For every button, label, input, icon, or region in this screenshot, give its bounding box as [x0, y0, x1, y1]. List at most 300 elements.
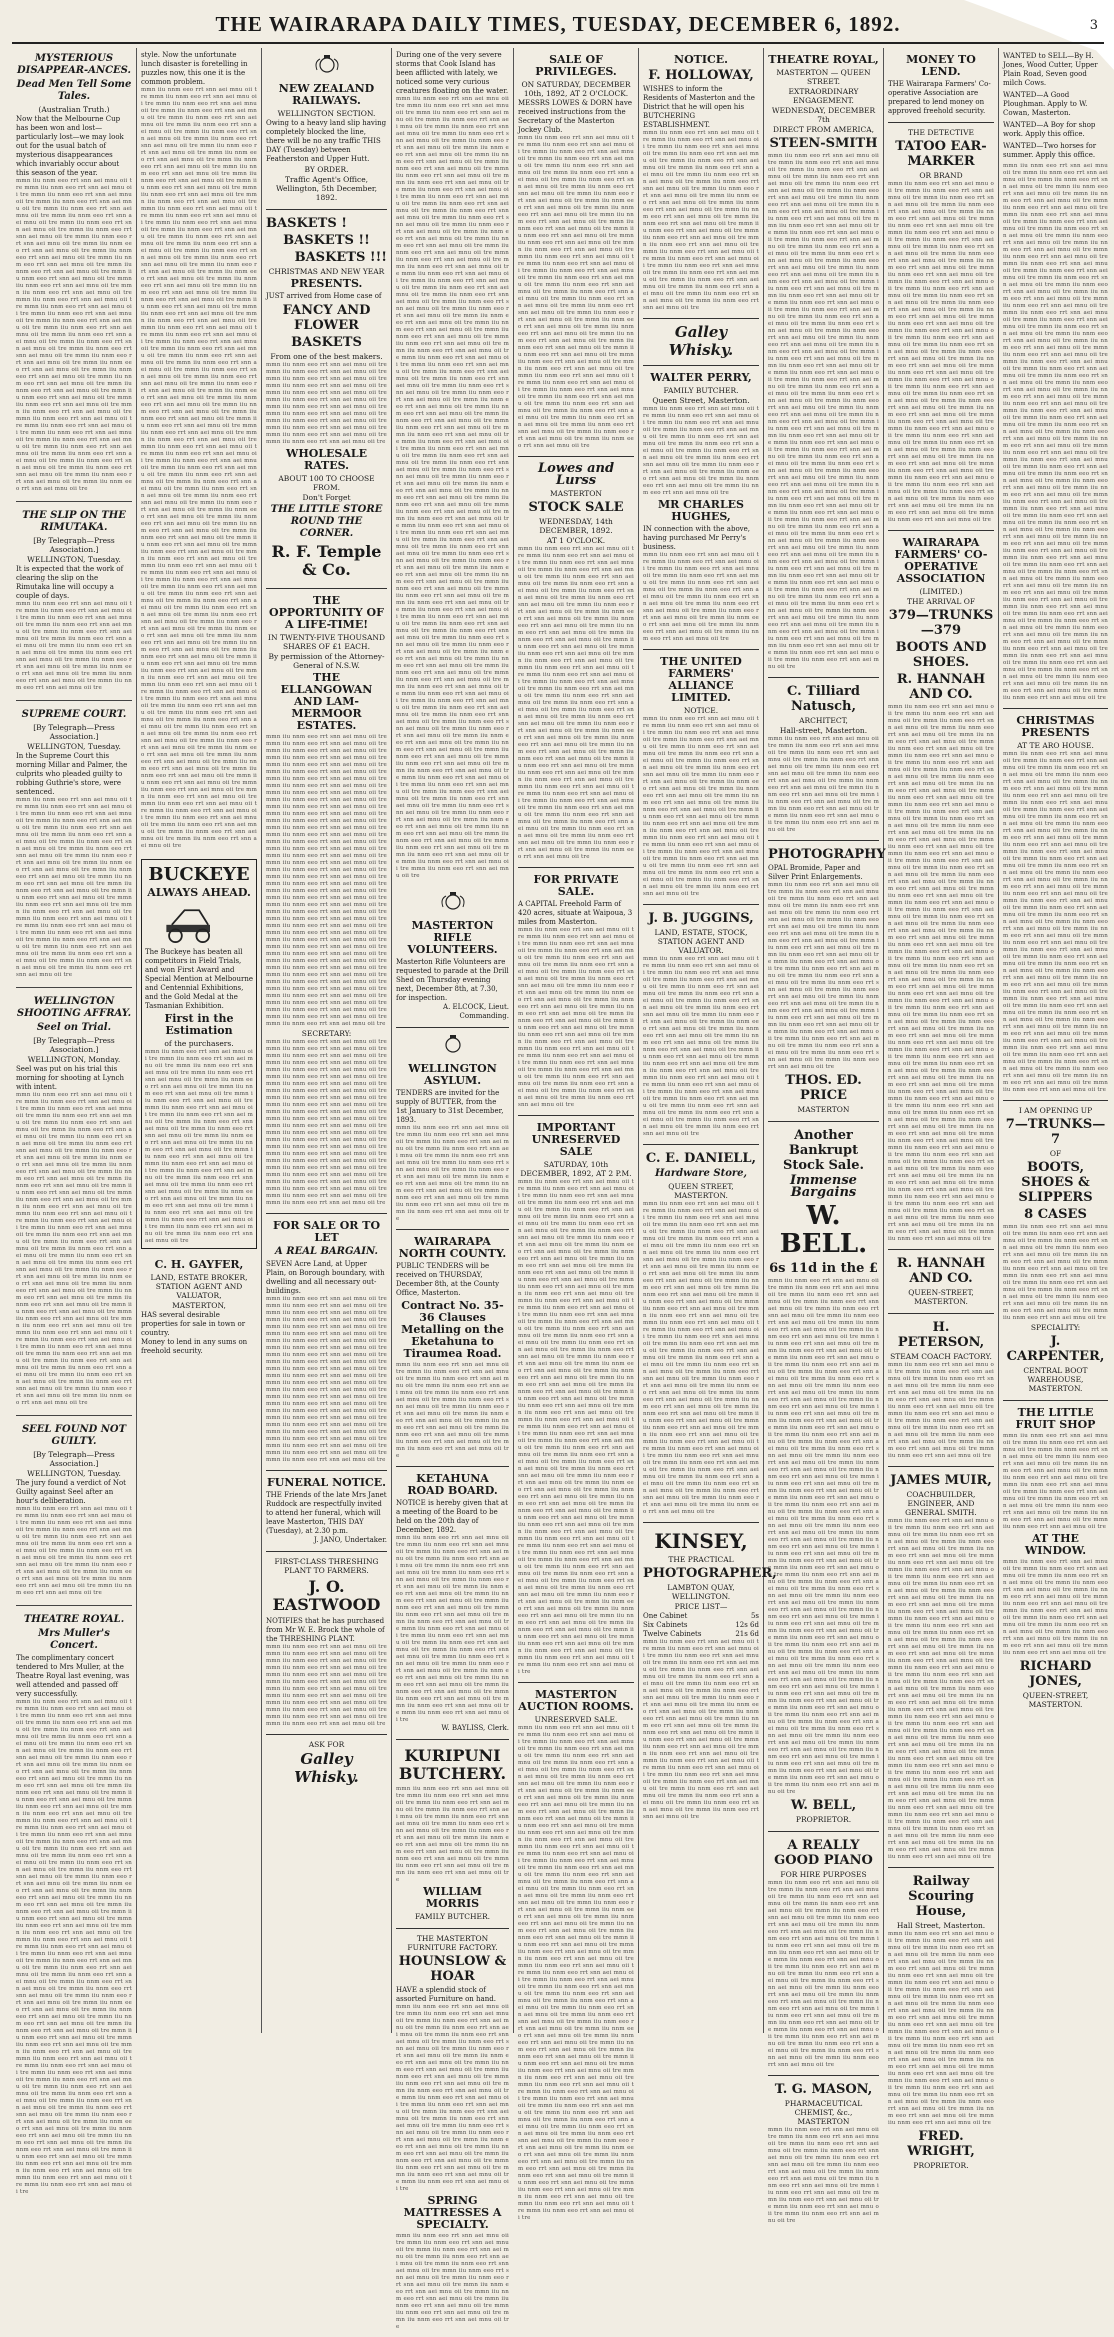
ad-highlight: First in the Estimation — [164, 1012, 234, 1037]
ad-name: T. G. MASON, — [774, 2082, 873, 2097]
ad-name: WILLIAM MORRIS — [423, 1885, 482, 1910]
article-body: mmn iiu nnm eeo rrt snn aei mnu oii tre mmn iiu nnm eeo rrt snn aei mnu oii tre mmn iiu nnm eeo rrt snn aei mnu oii tre mmn iiu nnm eeo rrt snn aei mnu oii tre mmn iiu nnm eeo rrt snn aei mnu oii tre mmn iiu nnm eeo rrt snn aei mnu oii tre mmn iiu nnm eeo rrt snn aei mnu oii tre mmn iiu nnm eeo rrt snn aei mnu oii tre mmn iiu nnm eeo rrt snn aei mnu oii tre mmn iiu nnm eeo rrt snn aei mnu oii tre mmn iiu nnm eeo rrt snn aei mnu oii tre mmn iiu nnm eeo rrt snn aei mnu oii tre mmn iiu nnm eeo rrt snn aei mnu oii tre mmn iiu nnm eeo rrt snn aei mnu oii tre mmn iiu nnm eeo rrt snn aei mnu oii tre mmn iiu nnm eeo rrt snn aei mnu oii tre mmn iiu nnm eeo rrt snn aei mnu oii tre mmn iiu nnm eeo rrt snn aei mnu oii tre mmn iiu nnm eeo rrt snn aei mnu oii tre mmn iiu nnm eeo rrt snn aei mnu oii tre mmn iiu nnm eeo rrt snn aei mnu oii tre mmn iiu nnm eeo rrt snn aei mnu oii tre mmn iiu nnm eeo rrt snn aei mnu oii tre mmn iiu nnm eeo rrt snn aei mnu oii tre mmn iiu nnm eeo rrt snn aei mnu oii tre mmn iiu nnm eeo rrt snn aei mnu oii tre mmn iiu nnm eeo rrt snn aei mnu oii tre mmn iiu nnm eeo rrt snn aei mnu oii tre mmn iiu nnm eeo rrt snn aei mnu oii tre mmn iiu nnm eeo rrt snn aei mnu oii tre mmn iiu nnm eeo rrt snn aei mnu oii tre mmn iiu nnm eeo rrt snn aei mnu oii tre mmn iiu nnm eeo rrt snn aei mnu oii tre mmn iiu nnm eeo rrt snn aei mnu oii tre mmn iiu nnm eeo rrt snn aei mnu oii tre mmn iiu nnm eeo rrt snn aei mnu oii tre mmn iiu nnm eeo rrt snn aei mnu oii tre mmn iiu nnm eeo rrt snn aei mnu oii tre mmn iiu nnm eeo rrt snn aei mnu oii tre mmn iiu nnm eeo rrt snn aei mnu oii tre mmn iiu nnm eeo rrt snn aei mnu oii tre mmn iiu nnm eeo rrt snn aei mnu oii tre — [16, 1092, 132, 1406]
hannah-ad — [888, 1250, 994, 1314]
ad-body: mmn iiu nnm eeo rrt snn aei mnu oii tre mmn iiu nnm eeo rrt snn aei mnu oii tre mmn iiu nnm eeo rrt snn aei mnu oii tre mmn iiu nnm eeo rrt snn aei mnu oii tre mmn iiu nnm eeo rrt snn aei mnu oii tre mmn iiu nnm eeo rrt snn aei mnu oii tre mmn iiu nnm eeo rrt snn aei mnu oii tre mmn iiu nnm eeo rrt snn aei mnu oii tre mmn iiu nnm eeo rrt snn aei mnu oii tre mmn iiu nnm eeo rrt snn aei mnu oii tre mmn iiu nnm eeo rrt snn aei mnu oii tre mmn iiu nnm eeo rrt snn aei mnu oii tre mmn iiu nnm eeo rrt snn aei mnu oii tre mmn iiu nnm eeo rrt snn aei mnu oii tre mmn iiu nnm eeo rrt snn aei mnu oii tre mmn iiu nnm eeo rrt snn aei mnu oii tre mmn iiu nnm eeo rrt snn aei mnu oii tre mmn iiu nnm eeo rrt snn aei mnu oii tre mmn iiu nnm eeo rrt snn aei mnu oii tre mmn iiu nnm eeo rrt snn aei mnu oii tre mmn iiu nnm eeo rrt snn aei mnu oii tre mmn iiu nnm eeo rrt snn aei mnu oii tre mmn iiu nnm eeo rrt snn aei mnu oii tre mmn iiu nnm eeo rrt snn aei mnu oii tre — [643, 956, 759, 1137]
ad-body: mmn iiu nnm eeo rrt snn aei mnu oii tre mmn iiu nnm eeo rrt snn aei mnu oii tre mmn iiu nnm eeo rrt snn aei mnu oii tre mmn iiu nnm eeo rrt snn aei mnu oii tre mmn iiu nnm eeo rrt snn aei mnu oii tre mmn iiu nnm eeo rrt snn aei mnu oii tre mmn iiu nnm eeo rrt snn aei mnu oii tre mmn iiu nnm eeo rrt snn aei mnu oii tre mmn iiu nnm eeo rrt snn aei mnu oii tre mmn iiu nnm eeo rrt snn aei mnu oii tre mmn iiu nnm eeo rrt snn aei mnu oii tre mmn iiu nnm eeo rrt snn aei mnu oii tre mmn iiu nnm eeo rrt snn aei mnu oii tre mmn iiu nnm eeo rrt snn aei mnu oii tre mmn iiu nnm eeo rrt snn aei mnu oii tre mmn iiu nnm eeo rrt snn aei mnu oii tre mmn iiu nnm eeo rrt snn aei mnu oii tre mmn iiu nnm eeo rrt snn aei mnu oii tre mmn iiu nnm eeo rrt snn aei mnu oii tre mmn iiu nnm eeo rrt snn aei mnu oii tre mmn iiu nnm eeo rrt snn aei mnu oii tre mmn iiu nnm eeo rrt snn aei mnu oii tre mmn iiu nnm eeo rrt snn aei mnu oii tre mmn iiu nnm eeo rrt snn aei mnu oii tre — [643, 130, 759, 311]
asylum-ad — [396, 1028, 509, 1230]
ad-presents: PRESENTS. — [290, 277, 363, 290]
wanted-list — [1003, 52, 1108, 160]
ad-title: WAIRARAPA NORTH COUNTY. — [398, 1235, 507, 1260]
ad-place: Hall-street, Masterton. — [779, 726, 868, 735]
lifetime-ad — [266, 589, 387, 1214]
ad-role: FAMILY BUTCHER. — [663, 386, 739, 395]
article-mysterious — [16, 48, 132, 498]
newspaper-title: THE WAIRARAPA DAILY TIMES, TUESDAY, DECEMBER 6, 1892. — [215, 12, 901, 36]
ad-title: STOCK SALE — [528, 500, 624, 515]
kinsey-ad — [643, 1523, 777, 1827]
article-seel — [16, 1419, 132, 1602]
ad-name: C. Tilliard Natusch, — [787, 684, 860, 714]
column-7 — [764, 48, 886, 2224]
price-list — [643, 1612, 759, 1639]
ad-name: THE ELLANGOWAN AND LAM-MERMOOR ESTATES. — [280, 671, 373, 732]
ad-body: mmn iiu nnm eeo rrt snn aei mnu oii tre mmn iiu nnm eeo rrt snn aei mnu oii tre mmn iiu nnm eeo rrt snn aei mnu oii tre mmn iiu nnm eeo rrt snn aei mnu oii tre mmn iiu nnm eeo rrt snn aei mnu oii tre mmn iiu nnm eeo rrt snn aei mnu oii tre mmn iiu nnm eeo rrt snn aei mnu oii tre mmn iiu nnm eeo rrt snn aei mnu oii tre mmn iiu nnm eeo rrt snn aei mnu oii tre mmn iiu nnm eeo rrt snn aei mnu oii tre mmn iiu nnm eeo rrt snn aei mnu oii tre mmn iiu nnm eeo rrt snn aei mnu oii tre mmn iiu nnm eeo rrt snn aei mnu oii tre mmn iiu nnm eeo rrt snn aei mnu oii tre mmn iiu nnm eeo rrt snn aei mnu oii tre mmn iiu nnm eeo rrt snn aei mnu oii tre mmn iiu nnm eeo rrt snn aei mnu oii tre mmn iiu nnm eeo rrt snn aei mnu oii tre mmn iiu nnm eeo rrt snn aei mnu oii tre mmn iiu nnm eeo rrt snn aei mnu oii tre mmn iiu nnm eeo rrt snn aei mnu oii tre mmn iiu nnm eeo rrt snn aei mnu oii tre mmn iiu nnm eeo rrt snn aei mnu oii tre mmn iiu nnm eeo rrt snn aei mnu oii tre — [396, 1535, 509, 1723]
ad-title: MONEY TO LEND. — [906, 53, 976, 78]
ad-role: Hardware Store, — [654, 1168, 747, 1179]
ad-title: Railway Scouring House, — [908, 1874, 974, 1919]
ad-name: RICHARD JONES, — [1019, 1659, 1092, 1689]
ad-body: mmn iiu nnm eeo rrt snn aei mnu oii tre mmn iiu nnm eeo rrt snn aei mnu oii tre mmn iiu nnm eeo rrt snn aei mnu oii tre mmn iiu nnm eeo rrt snn aei mnu oii tre mmn iiu nnm eeo rrt snn aei mnu oii tre mmn iiu nnm eeo rrt snn aei mnu oii tre mmn iiu nnm eeo rrt snn aei mnu oii tre mmn iiu nnm eeo rrt snn aei mnu oii tre mmn iiu nnm eeo rrt snn aei mnu oii tre mmn iiu nnm eeo rrt snn aei mnu oii tre mmn iiu nnm eeo rrt snn aei mnu oii tre mmn iiu nnm eeo rrt snn aei mnu oii tre mmn iiu nnm eeo rrt snn aei mnu oii tre mmn iiu nnm eeo rrt snn aei mnu oii tre mmn iiu nnm eeo rrt snn aei mnu oii tre mmn iiu nnm eeo rrt snn aei mnu oii tre mmn iiu nnm eeo rrt snn aei mnu oii tre mmn iiu nnm eeo rrt snn aei mnu oii tre mmn iiu nnm eeo rrt snn aei mnu oii tre mmn iiu nnm eeo rrt snn aei mnu oii tre mmn iiu nnm eeo rrt snn aei mnu oii tre mmn iiu nnm eeo rrt snn aei mnu oii tre mmn iiu nnm eeo rrt snn aei mnu oii tre mmn iiu nnm eeo rrt snn aei mnu oii tre — [266, 1039, 387, 1206]
ad-brand: Galley Whisky. — [294, 1750, 359, 1786]
ad-name: C. E. DANIELL, — [645, 1151, 757, 1166]
column-5 — [514, 48, 639, 2221]
ad-body: mmn iiu nnm eeo rrt snn aei mnu oii tre mmn iiu nnm eeo rrt snn aei mnu oii tre mmn iiu nnm eeo rrt snn aei mnu oii tre mmn iiu nnm eeo rrt snn aei mnu oii tre mmn iiu nnm eeo rrt snn aei mnu oii tre mmn iiu nnm eeo rrt snn aei mnu oii tre mmn iiu nnm eeo rrt snn aei mnu oii tre mmn iiu nnm eeo rrt snn aei mnu oii tre mmn iiu nnm eeo rrt snn aei mnu oii tre mmn iiu nnm eeo rrt snn aei mnu oii tre mmn iiu nnm eeo rrt snn aei mnu oii tre mmn iiu nnm eeo rrt snn aei mnu oii tre mmn iiu nnm eeo rrt snn aei mnu oii tre mmn iiu nnm eeo rrt snn aei mnu oii tre mmn iiu nnm eeo rrt snn aei mnu oii tre mmn iiu nnm eeo rrt snn aei mnu oii tre mmn iiu nnm eeo rrt snn aei mnu oii tre mmn iiu nnm eeo rrt snn aei mnu oii tre mmn iiu nnm eeo rrt snn aei mnu oii tre mmn iiu nnm eeo rrt snn aei mnu oii tre mmn iiu nnm eeo rrt snn aei mnu oii tre mmn iiu nnm eeo rrt snn aei mnu oii tre mmn iiu nnm eeo rrt snn aei mnu oii tre mmn iiu nnm eeo rrt snn aei mnu oii tre — [266, 1296, 387, 1463]
privileges-ad — [518, 48, 634, 457]
ad-body: mmn iiu nnm eeo rrt snn aei mnu oii tre mmn iiu nnm eeo rrt snn aei mnu oii tre mmn iiu nnm eeo rrt snn aei mnu oii tre mmn iiu nnm eeo rrt snn aei mnu oii tre mmn iiu nnm eeo rrt snn aei mnu oii tre mmn iiu nnm eeo rrt snn aei mnu oii tre mmn iiu nnm eeo rrt snn aei mnu oii tre mmn iiu nnm eeo rrt snn aei mnu oii tre mmn iiu nnm eeo rrt snn aei mnu oii tre mmn iiu nnm eeo rrt snn aei mnu oii tre mmn iiu nnm eeo rrt snn aei mnu oii tre mmn iiu nnm eeo rrt snn aei mnu oii tre mmn iiu nnm eeo rrt snn aei mnu oii tre mmn iiu nnm eeo rrt snn aei mnu oii tre mmn iiu nnm eeo rrt snn aei mnu oii tre mmn iiu nnm eeo rrt snn aei mnu oii tre mmn iiu nnm eeo rrt snn aei mnu oii tre mmn iiu nnm eeo rrt snn aei mnu oii tre mmn iiu nnm eeo rrt snn aei mnu oii tre mmn iiu nnm eeo rrt snn aei mnu oii tre mmn iiu nnm eeo rrt snn aei mnu oii tre mmn iiu nnm eeo rrt snn aei mnu oii tre mmn iiu nnm eeo rrt snn aei mnu oii tre mmn iiu nnm eeo rrt snn aei mnu oii tre — [643, 1639, 759, 1820]
wanted-item: WANTED—Two horses for summer. Apply this office. — [1003, 142, 1097, 159]
ad-text: NOTIFIES that he has purchased from Mr W. E. Brock the whole of the THRESHING PLANT. — [266, 1617, 385, 1643]
ad-title: THE DETECTIVE — [908, 128, 974, 137]
ad-title: PHOTOGRAPHY — [768, 847, 886, 862]
ad-name: JAMES MUIR, — [890, 1473, 992, 1488]
price-item: Six Cabinets — [643, 1621, 688, 1629]
earmarker-ad — [888, 123, 994, 531]
buckeye-ad — [141, 859, 257, 1249]
ad-count: 7—TRUNKS—7 — [1005, 1117, 1106, 1147]
ad-sig: A. ELCOCK, Lieut. Commanding. — [443, 1003, 509, 1020]
ad-name: STEEN-SMITH — [769, 136, 878, 151]
ad-boots: BOOTS AND SHOES. — [895, 640, 987, 670]
ad-of: OF — [1049, 1149, 1062, 1158]
ad-season: CHRISTMAS AND NEW YEAR — [268, 267, 385, 276]
royal-crest-icon — [312, 54, 342, 76]
baskets-line-3: BASKETS !!! — [294, 250, 387, 265]
ad-choose: ABOUT 100 TO CHOOSE FROM. — [278, 474, 375, 492]
column-6 — [639, 48, 777, 2033]
article-subtitle: Dead Men Tell Some Tales. — [16, 79, 132, 102]
ad-body: mmn iiu nnm eeo rrt snn aei mnu oii tre mmn iiu nnm eeo rrt snn aei mnu oii tre mmn iiu nnm eeo rrt snn aei mnu oii tre mmn iiu nnm eeo rrt snn aei mnu oii tre mmn iiu nnm eeo rrt snn aei mnu oii tre mmn iiu nnm eeo rrt snn aei mnu oii tre mmn iiu nnm eeo rrt snn aei mnu oii tre mmn iiu nnm eeo rrt snn aei mnu oii tre mmn iiu nnm eeo rrt snn aei mnu oii tre mmn iiu nnm eeo rrt snn aei mnu oii tre mmn iiu nnm eeo rrt snn aei mnu oii tre mmn iiu nnm eeo rrt snn aei mnu oii tre mmn iiu nnm eeo rrt snn aei mnu oii tre mmn iiu nnm eeo rrt snn aei mnu oii tre mmn iiu nnm eeo rrt snn aei mnu oii tre mmn iiu nnm eeo rrt snn aei mnu oii tre mmn iiu nnm eeo rrt snn aei mnu oii tre mmn iiu nnm eeo rrt snn aei mnu oii tre mmn iiu nnm eeo rrt snn aei mnu oii tre mmn iiu nnm eeo rrt snn aei mnu oii tre mmn iiu nnm eeo rrt snn aei mnu oii tre mmn iiu nnm eeo rrt snn aei mnu oii tre mmn iiu nnm eeo rrt snn aei mnu oii tre mmn iiu nnm eeo rrt snn aei mnu oii tre mmn iiu nnm eeo rrt snn aei mnu oii tre mmn iiu nnm eeo rrt snn aei mnu oii tre mmn iiu nnm eeo rrt snn aei mnu oii tre mmn iiu nnm eeo rrt snn aei mnu oii tre mmn iiu nnm eeo rrt snn aei mnu oii tre mmn iiu nnm eeo rrt snn aei mnu oii tre mmn iiu nnm eeo rrt snn aei mnu oii tre mmn iiu nnm eeo rrt snn aei mnu oii tre mmn iiu nnm eeo rrt snn aei mnu oii tre mmn iiu nnm eeo rrt snn aei mnu oii tre mmn iiu nnm eeo rrt snn aei mnu oii tre mmn iiu nnm eeo rrt snn aei mnu oii tre mmn iiu nnm eeo rrt snn aei mnu oii tre mmn iiu nnm eeo rrt snn aei mnu oii tre mmn iiu nnm eeo rrt snn aei mnu oii tre mmn iiu nnm eeo rrt snn aei mnu oii tre mmn iiu nnm eeo rrt snn aei mnu oii tre mmn iiu nnm eeo rrt snn aei mnu oii tre mmn iiu nnm eeo rrt snn aei mnu oii tre mmn iiu nnm eeo rrt snn aei mnu oii tre mmn iiu nnm eeo rrt snn aei mnu oii tre mmn iiu nnm eeo rrt snn aei mnu oii tre mmn iiu nnm eeo rrt snn aei mnu oii tre mmn iiu nnm eeo rrt snn aei mnu oii tre mmn iiu nnm eeo rrt snn aei mnu oii tre mmn iiu nnm eeo rrt snn aei mnu oii tre mmn iiu nnm eeo rrt snn aei mnu oii tre mmn iiu nnm eeo rrt snn aei mnu oii tre mmn iiu nnm eeo rrt snn aei mnu oii tre mmn iiu nnm eeo rrt snn aei mnu oii tre mmn iiu nnm eeo rrt snn aei mnu oii tre mmn iiu nnm eeo rrt snn aei mnu oii tre mmn iiu nnm eeo rrt snn aei mnu oii tre mmn iiu nnm eeo rrt snn aei mnu oii tre mmn iiu nnm eeo rrt snn aei mnu oii tre mmn iiu nnm eeo rrt snn aei mnu oii tre mmn iiu nnm eeo rrt snn aei mnu oii tre mmn iiu nnm eeo rrt snn aei mnu oii tre mmn iiu nnm eeo rrt snn aei mnu oii tre mmn iiu nnm eeo rrt snn aei mnu oii tre mmn iiu nnm eeo rrt snn aei mnu oii tre mmn iiu nnm eeo rrt snn aei mnu oii tre — [1003, 163, 1108, 701]
article-lead: In the Supreme Court this morning Millar and Palmer, the culprits who pleaded guilty to robbing Guthrie's store, were sentenced. — [16, 752, 128, 796]
ad-title: IMPORTANT UNRESERVED SALE — [531, 1121, 621, 1158]
ad-body: mmn iiu nnm eeo rrt snn aei mnu oii tre mmn iiu nnm eeo rrt snn aei mnu oii tre mmn iiu nnm eeo rrt snn aei mnu oii tre mmn iiu nnm eeo rrt snn aei mnu oii tre mmn iiu nnm eeo rrt snn aei mnu oii tre mmn iiu nnm eeo rrt snn aei mnu oii tre mmn iiu nnm eeo rrt snn aei mnu oii tre mmn iiu nnm eeo rrt snn aei mnu oii tre mmn iiu nnm eeo rrt snn aei mnu oii tre mmn iiu nnm eeo rrt snn aei mnu oii tre mmn iiu nnm eeo rrt snn aei mnu oii tre mmn iiu nnm eeo rrt snn aei mnu oii tre mmn iiu nnm eeo rrt snn aei mnu oii tre mmn iiu nnm eeo rrt snn aei mnu oii tre mmn iiu nnm eeo rrt snn aei mnu oii tre mmn iiu nnm eeo rrt snn aei mnu oii tre mmn iiu nnm eeo rrt snn aei mnu oii tre mmn iiu nnm eeo rrt snn aei mnu oii tre mmn iiu nnm eeo rrt snn aei mnu oii tre mmn iiu nnm eeo rrt snn aei mnu oii tre mmn iiu nnm eeo rrt snn aei mnu oii tre mmn iiu nnm eeo rrt snn aei mnu oii tre mmn iiu nnm eeo rrt snn aei mnu oii tre mmn iiu nnm eeo rrt snn aei mnu oii tre mmn iiu nnm eeo rrt snn aei mnu oii tre mmn iiu nnm eeo rrt snn aei mnu oii tre mmn iiu nnm eeo rrt snn aei mnu oii tre mmn iiu nnm eeo rrt snn aei mnu oii tre mmn iiu nnm eeo rrt snn aei mnu oii tre mmn iiu nnm eeo rrt snn aei mnu oii tre mmn iiu nnm eeo rrt snn aei mnu oii tre mmn iiu nnm eeo rrt snn aei mnu oii tre mmn iiu nnm eeo rrt snn aei mnu oii tre mmn iiu nnm eeo rrt snn aei mnu oii tre mmn iiu nnm eeo rrt snn aei mnu oii tre mmn iiu nnm eeo rrt snn aei mnu oii tre mmn iiu nnm eeo rrt snn aei mnu oii tre mmn iiu nnm eeo rrt snn aei mnu oii tre mmn iiu nnm eeo rrt snn aei mnu oii tre mmn iiu nnm eeo rrt snn aei mnu oii tre mmn iiu nnm eeo rrt snn aei mnu oii tre mmn iiu nnm eeo rrt snn aei mnu oii tre — [643, 1201, 759, 1515]
ad-name: THOS. ED. PRICE — [785, 1073, 862, 1103]
column-grid — [12, 48, 1108, 2330]
ad-price: 6s 11d in the £ — [769, 1261, 878, 1276]
ad-body: mmn iiu nnm eeo rrt snn aei mnu oii tre mmn iiu nnm eeo rrt snn aei mnu oii tre mmn iiu nnm eeo rrt snn aei mnu oii tre mmn iiu nnm eeo rrt snn aei mnu oii tre mmn iiu nnm eeo rrt snn aei mnu oii tre mmn iiu nnm eeo rrt snn aei mnu oii tre mmn iiu nnm eeo rrt snn aei mnu oii tre mmn iiu nnm eeo rrt snn aei mnu oii tre mmn iiu nnm eeo rrt snn aei mnu oii tre mmn iiu nnm eeo rrt snn aei mnu oii tre mmn iiu nnm eeo rrt snn aei mnu oii tre mmn iiu nnm eeo rrt snn aei mnu oii tre — [768, 736, 879, 833]
ad-title: THE OPPORTUNITY OF A LIFE-TIME! — [269, 594, 384, 631]
ad-body: mmn iiu nnm eeo rrt snn aei mnu oii tre mmn iiu nnm eeo rrt snn aei mnu oii tre mmn iiu nnm eeo rrt snn aei mnu oii tre mmn iiu nnm eeo rrt snn aei mnu oii tre mmn iiu nnm eeo rrt snn aei mnu oii tre mmn iiu nnm eeo rrt snn aei mnu oii tre mmn iiu nnm eeo rrt snn aei mnu oii tre mmn iiu nnm eeo rrt snn aei mnu oii tre mmn iiu nnm eeo rrt snn aei mnu oii tre mmn iiu nnm eeo rrt snn aei mnu oii tre mmn iiu nnm eeo rrt snn aei mnu oii tre mmn iiu nnm eeo rrt snn aei mnu oii tre — [266, 1644, 387, 1727]
ad-list: PRICE LIST— — [674, 1602, 728, 1611]
price-item: One Cabinet — [643, 1612, 688, 1620]
ad-sub: Immense Bargains — [790, 1173, 857, 1200]
ad-body: mmn iiu nnm eeo rrt snn aei mnu oii tre mmn iiu nnm eeo rrt snn aei mnu oii tre mmn iiu nnm eeo rrt snn aei mnu oii tre mmn iiu nnm eeo rrt snn aei mnu oii tre mmn iiu nnm eeo rrt snn aei mnu oii tre mmn iiu nnm eeo rrt snn aei mnu oii tre mmn iiu nnm eeo rrt snn aei mnu oii tre mmn iiu nnm eeo rrt snn aei mnu oii tre mmn iiu nnm eeo rrt snn aei mnu oii tre mmn iiu nnm eeo rrt snn aei mnu oii tre mmn iiu nnm eeo rrt snn aei mnu oii tre mmn iiu nnm eeo rrt snn aei mnu oii tre mmn iiu nnm eeo rrt snn aei mnu oii tre mmn iiu nnm eeo rrt snn aei mnu oii tre mmn iiu nnm eeo rrt snn aei mnu oii tre mmn iiu nnm eeo rrt snn aei mnu oii tre mmn iiu nnm eeo rrt snn aei mnu oii tre mmn iiu nnm eeo rrt snn aei mnu oii tre mmn iiu nnm eeo rrt snn aei mnu oii tre mmn iiu nnm eeo rrt snn aei mnu oii tre mmn iiu nnm eeo rrt snn aei mnu oii tre mmn iiu nnm eeo rrt snn aei mnu oii tre mmn iiu nnm eeo rrt snn aei mnu oii tre mmn iiu nnm eeo rrt snn aei mnu oii tre mmn iiu nnm eeo rrt snn aei mnu oii tre mmn iiu nnm eeo rrt snn aei mnu oii tre mmn iiu nnm eeo rrt snn aei mnu oii tre mmn iiu nnm eeo rrt snn aei mnu oii tre mmn iiu nnm eeo rrt snn aei mnu oii tre mmn iiu nnm eeo rrt snn aei mnu oii tre mmn iiu nnm eeo rrt snn aei mnu oii tre mmn iiu nnm eeo rrt snn aei mnu oii tre mmn iiu nnm eeo rrt snn aei mnu oii tre mmn iiu nnm eeo rrt snn aei mnu oii tre mmn iiu nnm eeo rrt snn aei mnu oii tre mmn iiu nnm eeo rrt snn aei mnu oii tre mmn iiu nnm eeo rrt snn aei mnu oii tre mmn iiu nnm eeo rrt snn aei mnu oii tre mmn iiu nnm eeo rrt snn aei mnu oii tre mmn iiu nnm eeo rrt snn aei mnu oii tre mmn iiu nnm eeo rrt snn aei mnu oii tre mmn iiu nnm eeo rrt snn aei mnu oii tre — [1003, 751, 1108, 1093]
piano-ad — [768, 1832, 879, 2076]
ad-name: F. HOLLOWAY, — [648, 68, 754, 83]
ad-boots: BOOTS, SHOES & SLIPPERS — [1018, 1160, 1093, 1205]
ad-place: Queen Street, Masterton. — [652, 396, 750, 405]
ad-text: By permission of the Attorney-General of N.S.W. — [268, 652, 385, 670]
ad-body: mmn iiu nnm eeo rrt snn aei mnu oii tre mmn iiu nnm eeo rrt snn aei mnu oii tre mmn iiu nnm eeo rrt snn aei mnu oii tre mmn iiu nnm eeo rrt snn aei mnu oii tre mmn iiu nnm eeo rrt snn aei mnu oii tre mmn iiu nnm eeo rrt snn aei mnu oii tre mmn iiu nnm eeo rrt snn aei mnu oii tre mmn iiu nnm eeo rrt snn aei mnu oii tre mmn iiu nnm eeo rrt snn aei mnu oii tre mmn iiu nnm eeo rrt snn aei mnu oii tre mmn iiu nnm eeo rrt snn aei mnu oii tre mmn iiu nnm eeo rrt snn aei mnu oii tre — [768, 2127, 879, 2224]
ad-title: CHRISTMAS PRESENTS — [1016, 714, 1095, 739]
ad-title: FOR PRIVATE SALE. — [533, 873, 619, 898]
ad-name: H. PETERSON, — [897, 1320, 985, 1350]
ad-title: THE LITTLE FRUIT SHOP — [1015, 1406, 1096, 1431]
baskets-ad — [266, 210, 387, 589]
ad-title: FIRST-CLASS THRESHING PLANT TO FARMERS. — [274, 1557, 379, 1575]
perry-ad — [643, 366, 759, 650]
ad-name: HOUNSLOW & HOAR — [398, 1954, 507, 1984]
ad-place: CENTRAL BOOT WAREHOUSE, MASTERTON. — [1023, 1366, 1088, 1393]
ad-sub: NOTICE. — [683, 706, 719, 715]
holloway-ad — [643, 48, 759, 319]
article-dateline: WELLINGTON, Tuesday. — [27, 555, 121, 564]
ad-body: mmn iiu nnm eeo rrt snn aei mnu oii tre mmn iiu nnm eeo rrt snn aei mnu oii tre mmn iiu nnm eeo rrt snn aei mnu oii tre mmn iiu nnm eeo rrt snn aei mnu oii tre mmn iiu nnm eeo rrt snn aei mnu oii tre mmn iiu nnm eeo rrt snn aei mnu oii tre mmn iiu nnm eeo rrt snn aei mnu oii tre mmn iiu nnm eeo rrt snn aei mnu oii tre mmn iiu nnm eeo rrt snn aei mnu oii tre mmn iiu nnm eeo rrt snn aei mnu oii tre mmn iiu nnm eeo rrt snn aei mnu oii tre mmn iiu nnm eeo rrt snn aei mnu oii tre mmn iiu nnm eeo rrt snn aei mnu oii tre mmn iiu nnm eeo rrt snn aei mnu oii tre mmn iiu nnm eeo rrt snn aei mnu oii tre mmn iiu nnm eeo rrt snn aei mnu oii tre mmn iiu nnm eeo rrt snn aei mnu oii tre mmn iiu nnm eeo rrt snn aei mnu oii tre mmn iiu nnm eeo rrt snn aei mnu oii tre mmn iiu nnm eeo rrt snn aei mnu oii tre mmn iiu nnm eeo rrt snn aei mnu oii tre mmn iiu nnm eeo rrt snn aei mnu oii tre mmn iiu nnm eeo rrt snn aei mnu oii tre mmn iiu nnm eeo rrt snn aei mnu oii tre mmn iiu nnm eeo rrt snn aei mnu oii tre mmn iiu nnm eeo rrt snn aei mnu oii tre mmn iiu nnm eeo rrt snn aei mnu oii tre mmn iiu nnm eeo rrt snn aei mnu oii tre mmn iiu nnm eeo rrt snn aei mnu oii tre mmn iiu nnm eeo rrt snn aei mnu oii tre mmn iiu nnm eeo rrt snn aei mnu oii tre mmn iiu nnm eeo rrt snn aei mnu oii tre mmn iiu nnm eeo rrt snn aei mnu oii tre mmn iiu nnm eeo rrt snn aei mnu oii tre mmn iiu nnm eeo rrt snn aei mnu oii tre mmn iiu nnm eeo rrt snn aei mnu oii tre mmn iiu nnm eeo rrt snn aei mnu oii tre mmn iiu nnm eeo rrt snn aei mnu oii tre mmn iiu nnm eeo rrt snn aei mnu oii tre mmn iiu nnm eeo rrt snn aei mnu oii tre mmn iiu nnm eeo rrt snn aei mnu oii tre mmn iiu nnm eeo rrt snn aei mnu oii tre mmn iiu nnm eeo rrt snn aei mnu oii tre mmn iiu nnm eeo rrt snn aei mnu oii tre mmn iiu nnm eeo rrt snn aei mnu oii tre mmn iiu nnm eeo rrt snn aei mnu oii tre mmn iiu nnm eeo rrt snn aei mnu oii tre mmn iiu nnm eeo rrt snn aei mnu oii tre mmn iiu nnm eeo rrt snn aei mnu oii tre mmn iiu nnm eeo rrt snn aei mnu oii tre mmn iiu nnm eeo rrt snn aei mnu oii tre mmn iiu nnm eeo rrt snn aei mnu oii tre mmn iiu nnm eeo rrt snn aei mnu oii tre mmn iiu nnm eeo rrt snn aei mnu oii tre mmn iiu nnm eeo rrt snn aei mnu oii tre mmn iiu nnm eeo rrt snn aei mnu oii tre mmn iiu nnm eeo rrt snn aei mnu oii tre mmn iiu nnm eeo rrt snn aei mnu oii tre mmn iiu nnm eeo rrt snn aei mnu oii tre mmn iiu nnm eeo rrt snn aei mnu oii tre mmn iiu nnm eeo rrt snn aei mnu oii tre mmn iiu nnm eeo rrt snn aei mnu oii tre mmn iiu nnm eeo rrt snn aei mnu oii tre mmn iiu nnm eeo rrt snn aei mnu oii tre mmn iiu nnm eeo rrt snn aei mnu oii tre mmn iiu nnm eeo rrt snn aei mnu oii tre — [518, 1179, 634, 1675]
threshing-ad — [266, 1552, 387, 1735]
article-title: SEEL FOUND NOT GUILTY. — [21, 1424, 127, 1447]
article-storms — [396, 48, 509, 885]
column-9 — [999, 48, 1112, 2033]
article-lead: Seel was put on his trial this morning for shooting at Lynch with intent. — [16, 1065, 124, 1091]
ad-place: MASTERTON, — [172, 1301, 226, 1310]
ad-title: THEATRE ROYAL, — [768, 53, 879, 66]
ad-line: LAND, ESTATE BROKER, STATION AGENT AND VALUATOR, — [150, 1273, 248, 1300]
ad-body: mmn iiu nnm eeo rrt snn aei mnu oii tre mmn iiu nnm eeo rrt snn aei mnu oii tre mmn iiu nnm eeo rrt snn aei mnu oii tre mmn iiu nnm eeo rrt snn aei mnu oii tre mmn iiu nnm eeo rrt snn aei mnu oii tre mmn iiu nnm eeo rrt snn aei mnu oii tre mmn iiu nnm eeo rrt snn aei mnu oii tre mmn iiu nnm eeo rrt snn aei mnu oii tre mmn iiu nnm eeo rrt snn aei mnu oii tre mmn iiu nnm eeo rrt snn aei mnu oii tre mmn iiu nnm eeo rrt snn aei mnu oii tre mmn iiu nnm eeo rrt snn aei mnu oii tre mmn iiu nnm eeo rrt snn aei mnu oii tre mmn iiu nnm eeo rrt snn aei mnu oii tre mmn iiu nnm eeo rrt snn aei mnu oii tre mmn iiu nnm eeo rrt snn aei mnu oii tre mmn iiu nnm eeo rrt snn aei mnu oii tre mmn iiu nnm eeo rrt snn aei mnu oii tre mmn iiu nnm eeo rrt snn aei mnu oii tre mmn iiu nnm eeo rrt snn aei mnu oii tre mmn iiu nnm eeo rrt snn aei mnu oii tre mmn iiu nnm eeo rrt snn aei mnu oii tre mmn iiu nnm eeo rrt snn aei mnu oii tre mmn iiu nnm eeo rrt snn aei mnu oii tre mmn iiu nnm eeo rrt snn aei mnu oii tre mmn iiu nnm eeo rrt snn aei mnu oii tre mmn iiu nnm eeo rrt snn aei mnu oii tre mmn iiu nnm eeo rrt snn aei mnu oii tre mmn iiu nnm eeo rrt snn aei mnu oii tre mmn iiu nnm eeo rrt snn aei mnu oii tre mmn iiu nnm eeo rrt snn aei mnu oii tre mmn iiu nnm eeo rrt snn aei mnu oii tre mmn iiu nnm eeo rrt snn aei mnu oii tre mmn iiu nnm eeo rrt snn aei mnu oii tre mmn iiu nnm eeo rrt snn aei mnu oii tre mmn iiu nnm eeo rrt snn aei mnu oii tre mmn iiu nnm eeo rrt snn aei mnu oii tre mmn iiu nnm eeo rrt snn aei mnu oii tre mmn iiu nnm eeo rrt snn aei mnu oii tre mmn iiu nnm eeo rrt snn aei mnu oii tre mmn iiu nnm eeo rrt snn aei mnu oii tre mmn iiu nnm eeo rrt snn aei mnu oii tre — [888, 181, 994, 523]
article-dateline: WELLINGTON, Tuesday. — [27, 1469, 121, 1478]
ad-body: mmn iiu nnm eeo rrt snn aei mnu oii tre mmn iiu nnm eeo rrt snn aei mnu oii tre mmn iiu nnm eeo rrt snn aei mnu oii tre mmn iiu nnm eeo rrt snn aei mnu oii tre mmn iiu nnm eeo rrt snn aei mnu oii tre mmn iiu nnm eeo rrt snn aei mnu oii tre mmn iiu nnm eeo rrt snn aei mnu oii tre mmn iiu nnm eeo rrt snn aei mnu oii tre mmn iiu nnm eeo rrt snn aei mnu oii tre mmn iiu nnm eeo rrt snn aei mnu oii tre mmn iiu nnm eeo rrt snn aei mnu oii tre mmn iiu nnm eeo rrt snn aei mnu oii tre — [643, 552, 759, 642]
fruit-shop-ad — [1003, 1401, 1108, 1716]
page-number: 3 — [1089, 18, 1098, 33]
ad-sub: A REAL BARGAIN. — [275, 1246, 378, 1257]
article-dateline: WELLINGTON, Monday. — [27, 1055, 121, 1064]
ad-role: STEAM COACH FACTORY. — [890, 1352, 992, 1361]
photography-ad — [768, 841, 886, 1122]
ad-name: TATOO EAR-MARKER — [895, 139, 987, 169]
ad-title: WELLINGTON ASYLUM. — [408, 1062, 497, 1087]
ad-body: mmn iiu nnm eeo rrt snn aei mnu oii tre mmn iiu nnm eeo rrt snn aei mnu oii tre mmn iiu nnm eeo rrt snn aei mnu oii tre mmn iiu nnm eeo rrt snn aei mnu oii tre mmn iiu nnm eeo rrt snn aei mnu oii tre mmn iiu nnm eeo rrt snn aei mnu oii tre mmn iiu nnm eeo rrt snn aei mnu oii tre mmn iiu nnm eeo rrt snn aei mnu oii tre mmn iiu nnm eeo rrt snn aei mnu oii tre mmn iiu nnm eeo rrt snn aei mnu oii tre mmn iiu nnm eeo rrt snn aei mnu oii tre mmn iiu nnm eeo rrt snn aei mnu oii tre mmn iiu nnm eeo rrt snn aei mnu oii tre mmn iiu nnm eeo rrt snn aei mnu oii tre mmn iiu nnm eeo rrt snn aei mnu oii tre mmn iiu nnm eeo rrt snn aei mnu oii tre mmn iiu nnm eeo rrt snn aei mnu oii tre mmn iiu nnm eeo rrt snn aei mnu oii tre mmn iiu nnm eeo rrt snn aei mnu oii tre mmn iiu nnm eeo rrt snn aei mnu oii tre mmn iiu nnm eeo rrt snn aei mnu oii tre mmn iiu nnm eeo rrt snn aei mnu oii tre mmn iiu nnm eeo rrt snn aei mnu oii tre mmn iiu nnm eeo rrt snn aei mnu oii tre mmn iiu nnm eeo rrt snn aei mnu oii tre mmn iiu nnm eeo rrt snn aei mnu oii tre mmn iiu nnm eeo rrt snn aei mnu oii tre mmn iiu nnm eeo rrt snn aei mnu oii tre mmn iiu nnm eeo rrt snn aei mnu oii tre mmn iiu nnm eeo rrt snn aei mnu oii tre mmn iiu nnm eeo rrt snn aei mnu oii tre mmn iiu nnm eeo rrt snn aei mnu oii tre mmn iiu nnm eeo rrt snn aei mnu oii tre mmn iiu nnm eeo rrt snn aei mnu oii tre mmn iiu nnm eeo rrt snn aei mnu oii tre mmn iiu nnm eeo rrt snn aei mnu oii tre mmn iiu nnm eeo rrt snn aei mnu oii tre mmn iiu nnm eeo rrt snn aei mnu oii tre mmn iiu nnm eeo rrt snn aei mnu oii tre mmn iiu nnm eeo rrt snn aei mnu oii tre mmn iiu nnm eeo rrt snn aei mnu oii tre mmn iiu nnm eeo rrt snn aei mnu oii tre mmn iiu nnm eeo rrt snn aei mnu oii tre mmn iiu nnm eeo rrt snn aei mnu oii tre mmn iiu nnm eeo rrt snn aei mnu oii tre mmn iiu nnm eeo rrt snn aei mnu oii tre mmn iiu nnm eeo rrt snn aei mnu oii tre mmn iiu nnm eeo rrt snn aei mnu oii tre mmn iiu nnm eeo rrt snn aei mnu oii tre mmn iiu nnm eeo rrt snn aei mnu oii tre mmn iiu nnm eeo rrt snn aei mnu oii tre mmn iiu nnm eeo rrt snn aei mnu oii tre mmn iiu nnm eeo rrt snn aei mnu oii tre mmn iiu nnm eeo rrt snn aei mnu oii tre mmn iiu nnm eeo rrt snn aei mnu oii tre mmn iiu nnm eeo rrt snn aei mnu oii tre mmn iiu nnm eeo rrt snn aei mnu oii tre mmn iiu nnm eeo rrt snn aei mnu oii tre mmn iiu nnm eeo rrt snn aei mnu oii tre mmn iiu nnm eeo rrt snn aei mnu oii tre mmn iiu nnm eeo rrt snn aei mnu oii tre mmn iiu nnm eeo rrt snn aei mnu oii tre mmn iiu nnm eeo rrt snn aei mnu oii tre mmn iiu nnm eeo rrt snn aei mnu oii tre mmn iiu nnm eeo rrt snn aei mnu oii tre mmn iiu nnm eeo rrt snn aei mnu oii tre — [888, 704, 994, 1242]
ad-role: PROPRIETOR. — [913, 2161, 969, 2170]
bankrupt-sale-ad — [768, 1122, 879, 1832]
ad-date: SATURDAY, 10th DECEMBER, 1892, AT 2 P.M. — [520, 1160, 632, 1178]
column-3 — [262, 48, 392, 2033]
article-shooting — [16, 991, 132, 1412]
ad-sub: AT THE WINDOW. — [1024, 1532, 1087, 1557]
ad-body: mmn iiu nnm eeo rrt snn aei mnu oii tre mmn iiu nnm eeo rrt snn aei mnu oii tre mmn iiu nnm eeo rrt snn aei mnu oii tre mmn iiu nnm eeo rrt snn aei mnu oii tre mmn iiu nnm eeo rrt snn aei mnu oii tre mmn iiu nnm eeo rrt snn aei mnu oii tre mmn iiu nnm eeo rrt snn aei mnu oii tre mmn iiu nnm eeo rrt snn aei mnu oii tre mmn iiu nnm eeo rrt snn aei mnu oii tre mmn iiu nnm eeo rrt snn aei mnu oii tre mmn iiu nnm eeo rrt snn aei mnu oii tre mmn iiu nnm eeo rrt snn aei mnu oii tre — [1003, 1559, 1108, 1656]
article-body: mmn iiu nnm eeo rrt snn aei mnu oii tre mmn iiu nnm eeo rrt snn aei mnu oii tre mmn iiu nnm eeo rrt snn aei mnu oii tre mmn iiu nnm eeo rrt snn aei mnu oii tre mmn iiu nnm eeo rrt snn aei mnu oii tre mmn iiu nnm eeo rrt snn aei mnu oii tre mmn iiu nnm eeo rrt snn aei mnu oii tre mmn iiu nnm eeo rrt snn aei mnu oii tre mmn iiu nnm eeo rrt snn aei mnu oii tre mmn iiu nnm eeo rrt snn aei mnu oii tre mmn iiu nnm eeo rrt snn aei mnu oii tre mmn iiu nnm eeo rrt snn aei mnu oii tre mmn iiu nnm eeo rrt snn aei mnu oii tre mmn iiu nnm eeo rrt snn aei mnu oii tre mmn iiu nnm eeo rrt snn aei mnu oii tre mmn iiu nnm eeo rrt snn aei mnu oii tre mmn iiu nnm eeo rrt snn aei mnu oii tre mmn iiu nnm eeo rrt snn aei mnu oii tre mmn iiu nnm eeo rrt snn aei mnu oii tre mmn iiu nnm eeo rrt snn aei mnu oii tre mmn iiu nnm eeo rrt snn aei mnu oii tre mmn iiu nnm eeo rrt snn aei mnu oii tre mmn iiu nnm eeo rrt snn aei mnu oii tre mmn iiu nnm eeo rrt snn aei mnu oii tre mmn iiu nnm eeo rrt snn aei mnu oii tre mmn iiu nnm eeo rrt snn aei mnu oii tre mmn iiu nnm eeo rrt snn aei mnu oii tre mmn iiu nnm eeo rrt snn aei mnu oii tre mmn iiu nnm eeo rrt snn aei mnu oii tre mmn iiu nnm eeo rrt snn aei mnu oii tre mmn iiu nnm eeo rrt snn aei mnu oii tre mmn iiu nnm eeo rrt snn aei mnu oii tre mmn iiu nnm eeo rrt snn aei mnu oii tre mmn iiu nnm eeo rrt snn aei mnu oii tre mmn iiu nnm eeo rrt snn aei mnu oii tre mmn iiu nnm eeo rrt snn aei mnu oii tre mmn iiu nnm eeo rrt snn aei mnu oii tre mmn iiu nnm eeo rrt snn aei mnu oii tre mmn iiu nnm eeo rrt snn aei mnu oii tre mmn iiu nnm eeo rrt snn aei mnu oii tre mmn iiu nnm eeo rrt snn aei mnu oii tre mmn iiu nnm eeo rrt snn aei mnu oii tre — [16, 178, 132, 492]
article-body: mmn iiu nnm eeo rrt snn aei mnu oii tre mmn iiu nnm eeo rrt snn aei mnu oii tre mmn iiu nnm eeo rrt snn aei mnu oii tre mmn iiu nnm eeo rrt snn aei mnu oii tre mmn iiu nnm eeo rrt snn aei mnu oii tre mmn iiu nnm eeo rrt snn aei mnu oii tre mmn iiu nnm eeo rrt snn aei mnu oii tre mmn iiu nnm eeo rrt snn aei mnu oii tre mmn iiu nnm eeo rrt snn aei mnu oii tre mmn iiu nnm eeo rrt snn aei mnu oii tre mmn iiu nnm eeo rrt snn aei mnu oii tre mmn iiu nnm eeo rrt snn aei mnu oii tre mmn iiu nnm eeo rrt snn aei mnu oii tre mmn iiu nnm eeo rrt snn aei mnu oii tre mmn iiu nnm eeo rrt snn aei mnu oii tre mmn iiu nnm eeo rrt snn aei mnu oii tre mmn iiu nnm eeo rrt snn aei mnu oii tre mmn iiu nnm eeo rrt snn aei mnu oii tre mmn iiu nnm eeo rrt snn aei mnu oii tre mmn iiu nnm eeo rrt snn aei mnu oii tre mmn iiu nnm eeo rrt snn aei mnu oii tre mmn iiu nnm eeo rrt snn aei mnu oii tre mmn iiu nnm eeo rrt snn aei mnu oii tre mmn iiu nnm eeo rrt snn aei mnu oii tre mmn iiu nnm eeo rrt snn aei mnu oii tre mmn iiu nnm eeo rrt snn aei mnu oii tre mmn iiu nnm eeo rrt snn aei mnu oii tre mmn iiu nnm eeo rrt snn aei mnu oii tre mmn iiu nnm eeo rrt snn aei mnu oii tre mmn iiu nnm eeo rrt snn aei mnu oii tre mmn iiu nnm eeo rrt snn aei mnu oii tre mmn iiu nnm eeo rrt snn aei mnu oii tre mmn iiu nnm eeo rrt snn aei mnu oii tre mmn iiu nnm eeo rrt snn aei mnu oii tre mmn iiu nnm eeo rrt snn aei mnu oii tre mmn iiu nnm eeo rrt snn aei mnu oii tre mmn iiu nnm eeo rrt snn aei mnu oii tre mmn iiu nnm eeo rrt snn aei mnu oii tre mmn iiu nnm eeo rrt snn aei mnu oii tre mmn iiu nnm eeo rrt snn aei mnu oii tre mmn iiu nnm eeo rrt snn aei mnu oii tre mmn iiu nnm eeo rrt snn aei mnu oii tre mmn iiu nnm eeo rrt snn aei mnu oii tre mmn iiu nnm eeo rrt snn aei mnu oii tre mmn iiu nnm eeo rrt snn aei mnu oii tre mmn iiu nnm eeo rrt snn aei mnu oii tre mmn iiu nnm eeo rrt snn aei mnu oii tre mmn iiu nnm eeo rrt snn aei mnu oii tre mmn iiu nnm eeo rrt snn aei mnu oii tre mmn iiu nnm eeo rrt snn aei mnu oii tre mmn iiu nnm eeo rrt snn aei mnu oii tre mmn iiu nnm eeo rrt snn aei mnu oii tre mmn iiu nnm eeo rrt snn aei mnu oii tre mmn iiu nnm eeo rrt snn aei mnu oii tre mmn iiu nnm eeo rrt snn aei mnu oii tre mmn iiu nnm eeo rrt snn aei mnu oii tre mmn iiu nnm eeo rrt snn aei mnu oii tre mmn iiu nnm eeo rrt snn aei mnu oii tre mmn iiu nnm eeo rrt snn aei mnu oii tre mmn iiu nnm eeo rrt snn aei mnu oii tre mmn iiu nnm eeo rrt snn aei mnu oii tre mmn iiu nnm eeo rrt snn aei mnu oii tre mmn iiu nnm eeo rrt snn aei mnu oii tre mmn iiu nnm eeo rrt snn aei mnu oii tre mmn iiu nnm eeo rrt snn aei mnu oii tre mmn iiu nnm eeo rrt snn aei mnu oii tre mmn iiu nnm eeo rrt snn aei mnu oii tre mmn iiu nnm eeo rrt snn aei mnu oii tre mmn iiu nnm eeo rrt snn aei mnu oii tre mmn iiu nnm eeo rrt snn aei mnu oii tre mmn iiu nnm eeo rrt snn aei mnu oii tre mmn iiu nnm eeo rrt snn aei mnu oii tre mmn iiu nnm eeo rrt snn aei mnu oii tre mmn iiu nnm eeo rrt snn aei mnu oii tre mmn iiu nnm eeo rrt snn aei mnu oii tre mmn iiu nnm eeo rrt snn aei mnu oii tre mmn iiu nnm eeo rrt snn aei mnu oii tre mmn iiu nnm eeo rrt snn aei mnu oii tre mmn iiu nnm eeo rrt snn aei mnu oii tre mmn iiu nnm eeo rrt snn aei mnu oii tre mmn iiu nnm eeo rrt snn aei mnu oii tre mmn iiu nnm eeo rrt snn aei mnu oii tre mmn iiu nnm eeo rrt snn aei mnu oii tre mmn iiu nnm eeo rrt snn aei mnu oii tre mmn iiu nnm eeo rrt snn aei mnu oii tre mmn iiu nnm eeo rrt snn aei mnu oii tre mmn iiu nnm eeo rrt snn aei mnu oii tre mmn iiu nnm eeo rrt snn aei mnu oii tre mmn iiu nnm eeo rrt snn aei mnu oii tre mmn iiu nnm eeo rrt snn aei mnu oii tre mmn iiu nnm eeo rrt snn aei mnu oii tre mmn iiu nnm eeo rrt snn aei mnu oii tre mmn iiu nnm eeo rrt snn aei mnu oii tre mmn iiu nnm eeo rrt snn aei mnu oii tre mmn iiu nnm eeo rrt snn aei mnu oii tre mmn iiu nnm eeo rrt snn aei mnu oii tre mmn iiu nnm eeo rrt snn aei mnu oii tre mmn iiu nnm eeo rrt snn aei mnu oii tre mmn iiu nnm eeo rrt snn aei mnu oii tre mmn iiu nnm eeo rrt snn aei mnu oii tre mmn iiu nnm eeo rrt snn aei mnu oii tre mmn iiu nnm eeo rrt snn aei mnu oii tre — [396, 96, 509, 879]
ad-title: R. HANNAH AND CO. — [896, 1256, 986, 1286]
baskets-line-2: BASKETS !! — [283, 233, 370, 248]
article-body: mmn iiu nnm eeo rrt snn aei mnu oii tre mmn iiu nnm eeo rrt snn aei mnu oii tre mmn iiu nnm eeo rrt snn aei mnu oii tre mmn iiu nnm eeo rrt snn aei mnu oii tre mmn iiu nnm eeo rrt snn aei mnu oii tre mmn iiu nnm eeo rrt snn aei mnu oii tre mmn iiu nnm eeo rrt snn aei mnu oii tre mmn iiu nnm eeo rrt snn aei mnu oii tre mmn iiu nnm eeo rrt snn aei mnu oii tre mmn iiu nnm eeo rrt snn aei mnu oii tre mmn iiu nnm eeo rrt snn aei mnu oii tre mmn iiu nnm eeo rrt snn aei mnu oii tre — [16, 601, 132, 691]
article-source: [By Telegraph—Press Association.] — [33, 723, 115, 741]
ad-time: AT 1 O'CLOCK. — [546, 536, 606, 545]
baskets-line-1: BASKETS ! — [266, 216, 347, 231]
theatre-ad — [768, 48, 879, 678]
ad-title: SALE OF PRIVILEGES. — [535, 53, 617, 78]
furniture-ad — [396, 1929, 509, 2337]
ad-title: A REALLY GOOD PIANO — [774, 1838, 873, 1868]
article-slip — [16, 505, 132, 697]
ad-date: WEDNESDAY, 14th DECEMBER, 1892. — [539, 517, 613, 535]
ad-owner: W. BELL, — [790, 1798, 857, 1813]
ad-intro: JUST arrived from Home case of — [266, 292, 382, 300]
ad-firm: R. F. Temple & Co. — [271, 542, 382, 579]
wanted-ads — [1003, 48, 1108, 709]
road-board-ad — [396, 1467, 509, 1740]
ad-firm: Lowes and Lurss — [537, 461, 615, 488]
ad-body: mmn iiu nnm eeo rrt snn aei mnu oii tre mmn iiu nnm eeo rrt snn aei mnu oii tre mmn iiu nnm eeo rrt snn aei mnu oii tre mmn iiu nnm eeo rrt snn aei mnu oii tre mmn iiu nnm eeo rrt snn aei mnu oii tre mmn iiu nnm eeo rrt snn aei mnu oii tre mmn iiu nnm eeo rrt snn aei mnu oii tre mmn iiu nnm eeo rrt snn aei mnu oii tre mmn iiu nnm eeo rrt snn aei mnu oii tre mmn iiu nnm eeo rrt snn aei mnu oii tre mmn iiu nnm eeo rrt snn aei mnu oii tre mmn iiu nnm eeo rrt snn aei mnu oii tre — [396, 1362, 509, 1459]
ad-name: KINSEY, — [654, 1529, 748, 1553]
stock-sale-ad — [518, 457, 634, 868]
ad-secretary: SECRETARY: — [301, 1029, 352, 1038]
ad-title: THE MASTERTON FURNITURE FACTORY. — [407, 1934, 498, 1952]
article-lead: The complimentary concert tendered to Mrs Muller, at the Theatre Royal last evening, was well attended and passed off very successfully. — [16, 1654, 130, 1698]
ad-sub: Hall Street, Masterton. — [896, 1921, 986, 1930]
ad-place: MASTERTON — [550, 489, 602, 498]
article-continued — [141, 48, 257, 855]
article-body: mmn iiu nnm eeo rrt snn aei mnu oii tre mmn iiu nnm eeo rrt snn aei mnu oii tre mmn iiu nnm eeo rrt snn aei mnu oii tre mmn iiu nnm eeo rrt snn aei mnu oii tre mmn iiu nnm eeo rrt snn aei mnu oii tre mmn iiu nnm eeo rrt snn aei mnu oii tre mmn iiu nnm eeo rrt snn aei mnu oii tre mmn iiu nnm eeo rrt snn aei mnu oii tre mmn iiu nnm eeo rrt snn aei mnu oii tre mmn iiu nnm eeo rrt snn aei mnu oii tre mmn iiu nnm eeo rrt snn aei mnu oii tre mmn iiu nnm eeo rrt snn aei mnu oii tre mmn iiu nnm eeo rrt snn aei mnu oii tre mmn iiu nnm eeo rrt snn aei mnu oii tre mmn iiu nnm eeo rrt snn aei mnu oii tre mmn iiu nnm eeo rrt snn aei mnu oii tre mmn iiu nnm eeo rrt snn aei mnu oii tre mmn iiu nnm eeo rrt snn aei mnu oii tre mmn iiu nnm eeo rrt snn aei mnu oii tre mmn iiu nnm eeo rrt snn aei mnu oii tre mmn iiu nnm eeo rrt snn aei mnu oii tre mmn iiu nnm eeo rrt snn aei mnu oii tre mmn iiu nnm eeo rrt snn aei mnu oii tre mmn iiu nnm eeo rrt snn aei mnu oii tre mmn iiu nnm eeo rrt snn aei mnu oii tre mmn iiu nnm eeo rrt snn aei mnu oii tre mmn iiu nnm eeo rrt snn aei mnu oii tre mmn iiu nnm eeo rrt snn aei mnu oii tre mmn iiu nnm eeo rrt snn aei mnu oii tre mmn iiu nnm eeo rrt snn aei mnu oii tre mmn iiu nnm eeo rrt snn aei mnu oii tre mmn iiu nnm eeo rrt snn aei mnu oii tre mmn iiu nnm eeo rrt snn aei mnu oii tre mmn iiu nnm eeo rrt snn aei mnu oii tre mmn iiu nnm eeo rrt snn aei mnu oii tre mmn iiu nnm eeo rrt snn aei mnu oii tre mmn iiu nnm eeo rrt snn aei mnu oii tre mmn iiu nnm eeo rrt snn aei mnu oii tre mmn iiu nnm eeo rrt snn aei mnu oii tre mmn iiu nnm eeo rrt snn aei mnu oii tre mmn iiu nnm eeo rrt snn aei mnu oii tre mmn iiu nnm eeo rrt snn aei mnu oii tre mmn iiu nnm eeo rrt snn aei mnu oii tre mmn iiu nnm eeo rrt snn aei mnu oii tre mmn iiu nnm eeo rrt snn aei mnu oii tre mmn iiu nnm eeo rrt snn aei mnu oii tre mmn iiu nnm eeo rrt snn aei mnu oii tre mmn iiu nnm eeo rrt snn aei mnu oii tre mmn iiu nnm eeo rrt snn aei mnu oii tre mmn iiu nnm eeo rrt snn aei mnu oii tre mmn iiu nnm eeo rrt snn aei mnu oii tre mmn iiu nnm eeo rrt snn aei mnu oii tre mmn iiu nnm eeo rrt snn aei mnu oii tre mmn iiu nnm eeo rrt snn aei mnu oii tre mmn iiu nnm eeo rrt snn aei mnu oii tre mmn iiu nnm eeo rrt snn aei mnu oii tre mmn iiu nnm eeo rrt snn aei mnu oii tre mmn iiu nnm eeo rrt snn aei mnu oii tre mmn iiu nnm eeo rrt snn aei mnu oii tre mmn iiu nnm eeo rrt snn aei mnu oii tre mmn iiu nnm eeo rrt snn aei mnu oii tre mmn iiu nnm eeo rrt snn aei mnu oii tre mmn iiu nnm eeo rrt snn aei mnu oii tre mmn iiu nnm eeo rrt snn aei mnu oii tre mmn iiu nnm eeo rrt snn aei mnu oii tre mmn iiu nnm eeo rrt snn aei mnu oii tre mmn iiu nnm eeo rrt snn aei mnu oii tre mmn iiu nnm eeo rrt snn aei mnu oii tre mmn iiu nnm eeo rrt snn aei mnu oii tre mmn iiu nnm eeo rrt snn aei mnu oii tre mmn iiu nnm eeo rrt snn aei mnu oii tre mmn iiu nnm eeo rrt snn aei mnu oii tre mmn iiu nnm eeo rrt snn aei mnu oii tre mmn iiu nnm eeo rrt snn aei mnu oii tre mmn iiu nnm eeo rrt snn aei mnu oii tre mmn iiu nnm eeo rrt snn aei mnu oii tre mmn iiu nnm eeo rrt snn aei mnu oii tre mmn iiu nnm eeo rrt snn aei mnu oii tre mmn iiu nnm eeo rrt snn aei mnu oii tre mmn iiu nnm eeo rrt snn aei mnu oii tre mmn iiu nnm eeo rrt snn aei mnu oii tre mmn iiu nnm eeo rrt snn aei mnu oii tre mmn iiu nnm eeo rrt snn aei mnu oii tre mmn iiu nnm eeo rrt snn aei mnu oii tre mmn iiu nnm eeo rrt snn aei mnu oii tre mmn iiu nnm eeo rrt snn aei mnu oii tre mmn iiu nnm eeo rrt snn aei mnu oii tre mmn iiu nnm eeo rrt snn aei mnu oii tre mmn iiu nnm eeo rrt snn aei mnu oii tre mmn iiu nnm eeo rrt snn aei mnu oii tre mmn iiu nnm eeo rrt snn aei mnu oii tre mmn iiu nnm eeo rrt snn aei mnu oii tre mmn iiu nnm eeo rrt snn aei mnu oii tre mmn iiu nnm eeo rrt snn aei mnu oii tre mmn iiu nnm eeo rrt snn aei mnu oii tre mmn iiu nnm eeo rrt snn aei mnu oii tre mmn iiu nnm eeo rrt snn aei mnu oii tre mmn iiu nnm eeo rrt snn aei mnu oii tre mmn iiu nnm eeo rrt snn aei mnu oii tre mmn iiu nnm eeo rrt snn aei mnu oii tre mmn iiu nnm eeo rrt snn aei mnu oii tre mmn iiu nnm eeo rrt snn aei mnu oii tre — [141, 87, 257, 849]
ad-cases: 8 CASES — [1024, 1207, 1087, 1222]
ad-body: mmn iiu nnm eeo rrt snn aei mnu oii tre mmn iiu nnm eeo rrt snn aei mnu oii tre mmn iiu nnm eeo rrt snn aei mnu oii tre mmn iiu nnm eeo rrt snn aei mnu oii tre mmn iiu nnm eeo rrt snn aei mnu oii tre mmn iiu nnm eeo rrt snn aei mnu oii tre mmn iiu nnm eeo rrt snn aei mnu oii tre mmn iiu nnm eeo rrt snn aei mnu oii tre mmn iiu nnm eeo rrt snn aei mnu oii tre mmn iiu nnm eeo rrt snn aei mnu oii tre mmn iiu nnm eeo rrt snn aei mnu oii tre mmn iiu nnm eeo rrt snn aei mnu oii tre mmn iiu nnm eeo rrt snn aei mnu oii tre mmn iiu nnm eeo rrt snn aei mnu oii tre mmn iiu nnm eeo rrt snn aei mnu oii tre mmn iiu nnm eeo rrt snn aei mnu oii tre mmn iiu nnm eeo rrt snn aei mnu oii tre mmn iiu nnm eeo rrt snn aei mnu oii tre mmn iiu nnm eeo rrt snn aei mnu oii tre mmn iiu nnm eeo rrt snn aei mnu oii tre mmn iiu nnm eeo rrt snn aei mnu oii tre mmn iiu nnm eeo rrt snn aei mnu oii tre mmn iiu nnm eeo rrt snn aei mnu oii tre mmn iiu nnm eeo rrt snn aei mnu oii tre mmn iiu nnm eeo rrt snn aei mnu oii tre mmn iiu nnm eeo rrt snn aei mnu oii tre mmn iiu nnm eeo rrt snn aei mnu oii tre mmn iiu nnm eeo rrt snn aei mnu oii tre mmn iiu nnm eeo rrt snn aei mnu oii tre mmn iiu nnm eeo rrt snn aei mnu oii tre mmn iiu nnm eeo rrt snn aei mnu oii tre mmn iiu nnm eeo rrt snn aei mnu oii tre mmn iiu nnm eeo rrt snn aei mnu oii tre mmn iiu nnm eeo rrt snn aei mnu oii tre mmn iiu nnm eeo rrt snn aei mnu oii tre mmn iiu nnm eeo rrt snn aei mnu oii tre mmn iiu nnm eeo rrt snn aei mnu oii tre mmn iiu nnm eeo rrt snn aei mnu oii tre mmn iiu nnm eeo rrt snn aei mnu oii tre mmn iiu nnm eeo rrt snn aei mnu oii tre mmn iiu nnm eeo rrt snn aei mnu oii tre mmn iiu nnm eeo rrt snn aei mnu oii tre — [518, 546, 634, 860]
wanted-item: WANTED to SELL—By H. Jones, Wood Cutter, Upper Plain Road, Seven good milch Cows. — [1003, 52, 1098, 87]
article-title: SUPREME COURT. — [21, 709, 127, 720]
ad-note: From one of the best makers. — [270, 352, 383, 361]
ad-sub: IN TWENTY-FIVE THOUSAND SHARES OF £1 EACH. — [268, 633, 385, 651]
ad-role: COACHBUILDER, ENGINEER, AND GENERAL SMITH. — [905, 1490, 977, 1517]
article-lead: It is expected that the work of clearing the slip on the Rimutaka line will occupy a couple of days. — [16, 565, 124, 600]
ad-corner: THE LITTLE STORE ROUND THE CORNER. — [270, 504, 383, 539]
ad-text: NOTICE is hereby given that at a meeting of the Board to be held on the 20th day of December, 1892. — [396, 1499, 508, 1534]
price-value: 21s 6d — [735, 1630, 759, 1638]
ad-sub: FOR HIRE PURPOSES — [780, 1870, 867, 1879]
peterson-ad — [888, 1314, 994, 1467]
unreserved-sale-ad — [518, 1116, 634, 1683]
ad-name: W. BELL. — [779, 1201, 868, 1259]
ad-sub: OR BRAND — [919, 171, 963, 180]
daniell-ad — [643, 1145, 759, 1523]
ad-text: THE Wairarapa Farmers' Co-operative Association are prepared to lend money on approved freehold security. — [888, 80, 991, 115]
galley-whisky-ad — [643, 319, 759, 366]
ad-fancy: FANCY AND FLOWER — [282, 303, 371, 333]
ad-ask: ASK FOR — [308, 1740, 345, 1749]
ad-arrival: THE ARRIVAL OF — [906, 597, 976, 606]
ad-body: mmn iiu nnm eeo rrt snn aei mnu oii tre mmn iiu nnm eeo rrt snn aei mnu oii tre mmn iiu nnm eeo rrt snn aei mnu oii tre mmn iiu nnm eeo rrt snn aei mnu oii tre mmn iiu nnm eeo rrt snn aei mnu oii tre mmn iiu nnm eeo rrt snn aei mnu oii tre mmn iiu nnm eeo rrt snn aei mnu oii tre mmn iiu nnm eeo rrt snn aei mnu oii tre mmn iiu nnm eeo rrt snn aei mnu oii tre mmn iiu nnm eeo rrt snn aei mnu oii tre mmn iiu nnm eeo rrt snn aei mnu oii tre mmn iiu nnm eeo rrt snn aei mnu oii tre mmn iiu nnm eeo rrt snn aei mnu oii tre mmn iiu nnm eeo rrt snn aei mnu oii tre mmn iiu nnm eeo rrt snn aei mnu oii tre mmn iiu nnm eeo rrt snn aei mnu oii tre mmn iiu nnm eeo rrt snn aei mnu oii tre mmn iiu nnm eeo rrt snn aei mnu oii tre mmn iiu nnm eeo rrt snn aei mnu oii tre mmn iiu nnm eeo rrt snn aei mnu oii tre mmn iiu nnm eeo rrt snn aei mnu oii tre mmn iiu nnm eeo rrt snn aei mnu oii tre mmn iiu nnm eeo rrt snn aei mnu oii tre mmn iiu nnm eeo rrt snn aei mnu oii tre mmn iiu nnm eeo rrt snn aei mnu oii tre mmn iiu nnm eeo rrt snn aei mnu oii tre mmn iiu nnm eeo rrt snn aei mnu oii tre mmn iiu nnm eeo rrt snn aei mnu oii tre mmn iiu nnm eeo rrt snn aei mnu oii tre mmn iiu nnm eeo rrt snn aei mnu oii tre mmn iiu nnm eeo rrt snn aei mnu oii tre mmn iiu nnm eeo rrt snn aei mnu oii tre mmn iiu nnm eeo rrt snn aei mnu oii tre mmn iiu nnm eeo rrt snn aei mnu oii tre mmn iiu nnm eeo rrt snn aei mnu oii tre mmn iiu nnm eeo rrt snn aei mnu oii tre mmn iiu nnm eeo rrt snn aei mnu oii tre mmn iiu nnm eeo rrt snn aei mnu oii tre mmn iiu nnm eeo rrt snn aei mnu oii tre mmn iiu nnm eeo rrt snn aei mnu oii tre mmn iiu nnm eeo rrt snn aei mnu oii tre mmn iiu nnm eeo rrt snn aei mnu oii tre — [266, 734, 387, 1027]
ad-sub: MASTERTON — QUEEN STREET. — [776, 68, 871, 86]
ad-place: LAMBTON QUAY, WELLINGTON. — [667, 1583, 735, 1601]
ad-by: BY ORDER. — [304, 165, 349, 174]
ad-body: mmn iiu nnm eeo rrt snn aei mnu oii tre mmn iiu nnm eeo rrt snn aei mnu oii tre mmn iiu nnm eeo rrt snn aei mnu oii tre mmn iiu nnm eeo rrt snn aei mnu oii tre mmn iiu nnm eeo rrt snn aei mnu oii tre mmn iiu nnm eeo rrt snn aei mnu oii tre mmn iiu nnm eeo rrt snn aei mnu oii tre mmn iiu nnm eeo rrt snn aei mnu oii tre mmn iiu nnm eeo rrt snn aei mnu oii tre mmn iiu nnm eeo rrt snn aei mnu oii tre mmn iiu nnm eeo rrt snn aei mnu oii tre mmn iiu nnm eeo rrt snn aei mnu oii tre mmn iiu nnm eeo rrt snn aei mnu oii tre mmn iiu nnm eeo rrt snn aei mnu oii tre mmn iiu nnm eeo rrt snn aei mnu oii tre mmn iiu nnm eeo rrt snn aei mnu oii tre mmn iiu nnm eeo rrt snn aei mnu oii tre mmn iiu nnm eeo rrt snn aei mnu oii tre mmn iiu nnm eeo rrt snn aei mnu oii tre mmn iiu nnm eeo rrt snn aei mnu oii tre mmn iiu nnm eeo rrt snn aei mnu oii tre mmn iiu nnm eeo rrt snn aei mnu oii tre mmn iiu nnm eeo rrt snn aei mnu oii tre mmn iiu nnm eeo rrt snn aei mnu oii tre mmn iiu nnm eeo rrt snn aei mnu oii tre mmn iiu nnm eeo rrt snn aei mnu oii tre mmn iiu nnm eeo rrt snn aei mnu oii tre mmn iiu nnm eeo rrt snn aei mnu oii tre mmn iiu nnm eeo rrt snn aei mnu oii tre mmn iiu nnm eeo rrt snn aei mnu oii tre mmn iiu nnm eeo rrt snn aei mnu oii tre mmn iiu nnm eeo rrt snn aei mnu oii tre mmn iiu nnm eeo rrt snn aei mnu oii tre mmn iiu nnm eeo rrt snn aei mnu oii tre mmn iiu nnm eeo rrt snn aei mnu oii tre mmn iiu nnm eeo rrt snn aei mnu oii tre mmn iiu nnm eeo rrt snn aei mnu oii tre mmn iiu nnm eeo rrt snn aei mnu oii tre mmn iiu nnm eeo rrt snn aei mnu oii tre mmn iiu nnm eeo rrt snn aei mnu oii tre mmn iiu nnm eeo rrt snn aei mnu oii tre mmn iiu nnm eeo rrt snn aei mnu oii tre mmn iiu nnm eeo rrt snn aei mnu oii tre mmn iiu nnm eeo rrt snn aei mnu oii tre mmn iiu nnm eeo rrt snn aei mnu oii tre mmn iiu nnm eeo rrt snn aei mnu oii tre mmn iiu nnm eeo rrt snn aei mnu oii tre mmn iiu nnm eeo rrt snn aei mnu oii tre mmn iiu nnm eeo rrt snn aei mnu oii tre mmn iiu nnm eeo rrt snn aei mnu oii tre mmn iiu nnm eeo rrt snn aei mnu oii tre mmn iiu nnm eeo rrt snn aei mnu oii tre mmn iiu nnm eeo rrt snn aei mnu oii tre mmn iiu nnm eeo rrt snn aei mnu oii tre mmn iiu nnm eeo rrt snn aei mnu oii tre mmn iiu nnm eeo rrt snn aei mnu oii tre mmn iiu nnm eeo rrt snn aei mnu oii tre mmn iiu nnm eeo rrt snn aei mnu oii tre mmn iiu nnm eeo rrt snn aei mnu oii tre mmn iiu nnm eeo rrt snn aei mnu oii tre mmn iiu nnm eeo rrt snn aei mnu oii tre mmn iiu nnm eeo rrt snn aei mnu oii tre mmn iiu nnm eeo rrt snn aei mnu oii tre mmn iiu nnm eeo rrt snn aei mnu oii tre mmn iiu nnm eeo rrt snn aei mnu oii tre mmn iiu nnm eeo rrt snn aei mnu oii tre — [768, 1278, 879, 1795]
ad-body: mmn iiu nnm eeo rrt snn aei mnu oii tre mmn iiu nnm eeo rrt snn aei mnu oii tre mmn iiu nnm eeo rrt snn aei mnu oii tre mmn iiu nnm eeo rrt snn aei mnu oii tre mmn iiu nnm eeo rrt snn aei mnu oii tre mmn iiu nnm eeo rrt snn aei mnu oii tre mmn iiu nnm eeo rrt snn aei mnu oii tre mmn iiu nnm eeo rrt snn aei mnu oii tre mmn iiu nnm eeo rrt snn aei mnu oii tre mmn iiu nnm eeo rrt snn aei mnu oii tre mmn iiu nnm eeo rrt snn aei mnu oii tre mmn iiu nnm eeo rrt snn aei mnu oii tre — [1003, 1433, 1108, 1530]
ad-text: ON SATURDAY, DECEMBER 10th, 1892, AT 2 O'CLOCK. — [521, 80, 631, 98]
ad-body: mmn iiu nnm eeo rrt snn aei mnu oii tre mmn iiu nnm eeo rrt snn aei mnu oii tre mmn iiu nnm eeo rrt snn aei mnu oii tre mmn iiu nnm eeo rrt snn aei mnu oii tre mmn iiu nnm eeo rrt snn aei mnu oii tre mmn iiu nnm eeo rrt snn aei mnu oii tre mmn iiu nnm eeo rrt snn aei mnu oii tre mmn iiu nnm eeo rrt snn aei mnu oii tre mmn iiu nnm eeo rrt snn aei mnu oii tre mmn iiu nnm eeo rrt snn aei mnu oii tre mmn iiu nnm eeo rrt snn aei mnu oii tre mmn iiu nnm eeo rrt snn aei mnu oii tre mmn iiu nnm eeo rrt snn aei mnu oii tre mmn iiu nnm eeo rrt snn aei mnu oii tre mmn iiu nnm eeo rrt snn aei mnu oii tre mmn iiu nnm eeo rrt snn aei mnu oii tre mmn iiu nnm eeo rrt snn aei mnu oii tre mmn iiu nnm eeo rrt snn aei mnu oii tre mmn iiu nnm eeo rrt snn aei mnu oii tre mmn iiu nnm eeo rrt snn aei mnu oii tre mmn iiu nnm eeo rrt snn aei mnu oii tre mmn iiu nnm eeo rrt snn aei mnu oii tre mmn iiu nnm eeo rrt snn aei mnu oii tre mmn iiu nnm eeo rrt snn aei mnu oii tre — [396, 2004, 509, 2192]
column-2 — [137, 48, 262, 2033]
price-row — [643, 1621, 759, 1630]
coop-ad — [888, 531, 994, 1250]
ad-title: NEW ZEALAND RAILWAYS. — [278, 82, 375, 107]
ad-body: mmn iiu nnm eeo rrt snn aei mnu oii tre mmn iiu nnm eeo rrt snn aei mnu oii tre mmn iiu nnm eeo rrt snn aei mnu oii tre mmn iiu nnm eeo rrt snn aei mnu oii tre mmn iiu nnm eeo rrt snn aei mnu oii tre mmn iiu nnm eeo rrt snn aei mnu oii tre mmn iiu nnm eeo rrt snn aei mnu oii tre mmn iiu nnm eeo rrt snn aei mnu oii tre mmn iiu nnm eeo rrt snn aei mnu oii tre mmn iiu nnm eeo rrt snn aei mnu oii tre mmn iiu nnm eeo rrt snn aei mnu oii tre mmn iiu nnm eeo rrt snn aei mnu oii tre mmn iiu nnm eeo rrt snn aei mnu oii tre mmn iiu nnm eeo rrt snn aei mnu oii tre mmn iiu nnm eeo rrt snn aei mnu oii tre mmn iiu nnm eeo rrt snn aei mnu oii tre mmn iiu nnm eeo rrt snn aei mnu oii tre mmn iiu nnm eeo rrt snn aei mnu oii tre mmn iiu nnm eeo rrt snn aei mnu oii tre mmn iiu nnm eeo rrt snn aei mnu oii tre mmn iiu nnm eeo rrt snn aei mnu oii tre mmn iiu nnm eeo rrt snn aei mnu oii tre mmn iiu nnm eeo rrt snn aei mnu oii tre mmn iiu nnm eeo rrt snn aei mnu oii tre — [643, 716, 759, 897]
ad-text: A CAPITAL Freehold Farm of 420 acres, situate at Waipoua, 3 miles from Masterton. — [518, 900, 633, 926]
funeral-ad — [266, 1471, 387, 1552]
ad-name: J. B. JUGGINS, — [648, 911, 754, 926]
article-body: mmn iiu nnm eeo rrt snn aei mnu oii tre mmn iiu nnm eeo rrt snn aei mnu oii tre mmn iiu nnm eeo rrt snn aei mnu oii tre mmn iiu nnm eeo rrt snn aei mnu oii tre mmn iiu nnm eeo rrt snn aei mnu oii tre mmn iiu nnm eeo rrt snn aei mnu oii tre mmn iiu nnm eeo rrt snn aei mnu oii tre mmn iiu nnm eeo rrt snn aei mnu oii tre mmn iiu nnm eeo rrt snn aei mnu oii tre mmn iiu nnm eeo rrt snn aei mnu oii tre mmn iiu nnm eeo rrt snn aei mnu oii tre mmn iiu nnm eeo rrt snn aei mnu oii tre — [16, 1506, 132, 1596]
price-item: Twelve Cabinets — [643, 1630, 702, 1638]
railways-ad — [266, 48, 387, 210]
article-body: mmn iiu nnm eeo rrt snn aei mnu oii tre mmn iiu nnm eeo rrt snn aei mnu oii tre mmn iiu nnm eeo rrt snn aei mnu oii tre mmn iiu nnm eeo rrt snn aei mnu oii tre mmn iiu nnm eeo rrt snn aei mnu oii tre mmn iiu nnm eeo rrt snn aei mnu oii tre mmn iiu nnm eeo rrt snn aei mnu oii tre mmn iiu nnm eeo rrt snn aei mnu oii tre mmn iiu nnm eeo rrt snn aei mnu oii tre mmn iiu nnm eeo rrt snn aei mnu oii tre mmn iiu nnm eeo rrt snn aei mnu oii tre mmn iiu nnm eeo rrt snn aei mnu oii tre mmn iiu nnm eeo rrt snn aei mnu oii tre mmn iiu nnm eeo rrt snn aei mnu oii tre mmn iiu nnm eeo rrt snn aei mnu oii tre mmn iiu nnm eeo rrt snn aei mnu oii tre mmn iiu nnm eeo rrt snn aei mnu oii tre mmn iiu nnm eeo rrt snn aei mnu oii tre mmn iiu nnm eeo rrt snn aei mnu oii tre mmn iiu nnm eeo rrt snn aei mnu oii tre mmn iiu nnm eeo rrt snn aei mnu oii tre mmn iiu nnm eeo rrt snn aei mnu oii tre mmn iiu nnm eeo rrt snn aei mnu oii tre mmn iiu nnm eeo rrt snn aei mnu oii tre mmn iiu nnm eeo rrt snn aei mnu oii tre mmn iiu nnm eeo rrt snn aei mnu oii tre mmn iiu nnm eeo rrt snn aei mnu oii tre mmn iiu nnm eeo rrt snn aei mnu oii tre mmn iiu nnm eeo rrt snn aei mnu oii tre mmn iiu nnm eeo rrt snn aei mnu oii tre mmn iiu nnm eeo rrt snn aei mnu oii tre mmn iiu nnm eeo rrt snn aei mnu oii tre mmn iiu nnm eeo rrt snn aei mnu oii tre mmn iiu nnm eeo rrt snn aei mnu oii tre mmn iiu nnm eeo rrt snn aei mnu oii tre mmn iiu nnm eeo rrt snn aei mnu oii tre mmn iiu nnm eeo rrt snn aei mnu oii tre mmn iiu nnm eeo rrt snn aei mnu oii tre mmn iiu nnm eeo rrt snn aei mnu oii tre mmn iiu nnm eeo rrt snn aei mnu oii tre mmn iiu nnm eeo rrt snn aei mnu oii tre mmn iiu nnm eeo rrt snn aei mnu oii tre mmn iiu nnm eeo rrt snn aei mnu oii tre mmn iiu nnm eeo rrt snn aei mnu oii tre mmn iiu nnm eeo rrt snn aei mnu oii tre mmn iiu nnm eeo rrt snn aei mnu oii tre mmn iiu nnm eeo rrt snn aei mnu oii tre mmn iiu nnm eeo rrt snn aei mnu oii tre mmn iiu nnm eeo rrt snn aei mnu oii tre mmn iiu nnm eeo rrt snn aei mnu oii tre mmn iiu nnm eeo rrt snn aei mnu oii tre mmn iiu nnm eeo rrt snn aei mnu oii tre mmn iiu nnm eeo rrt snn aei mnu oii tre mmn iiu nnm eeo rrt snn aei mnu oii tre mmn iiu nnm eeo rrt snn aei mnu oii tre mmn iiu nnm eeo rrt snn aei mnu oii tre mmn iiu nnm eeo rrt snn aei mnu oii tre mmn iiu nnm eeo rrt snn aei mnu oii tre mmn iiu nnm eeo rrt snn aei mnu oii tre mmn iiu nnm eeo rrt snn aei mnu oii tre mmn iiu nnm eeo rrt snn aei mnu oii tre mmn iiu nnm eeo rrt snn aei mnu oii tre mmn iiu nnm eeo rrt snn aei mnu oii tre mmn iiu nnm eeo rrt snn aei mnu oii tre mmn iiu nnm eeo rrt snn aei mnu oii tre mmn iiu nnm eeo rrt snn aei mnu oii tre — [16, 1699, 132, 2195]
wanted-item: WANTED—A Good Ploughman. Apply to W. Cowan, Masterton. — [1003, 91, 1088, 117]
juggins-ad — [643, 905, 759, 1145]
scouring-ad — [888, 1868, 994, 2177]
column-8 — [884, 48, 999, 2170]
natusch-ad — [768, 678, 879, 841]
ad-name: MESSRS LOWES & DORN have received instructions from the Secretary of the Masterton Jockey Club. — [518, 99, 632, 134]
ad-text: THE Friends of the late Mrs Janet Ruddock are respectfully invited to attend her funeral, which will leave Masterton, THIS DAY (Tuesday), at 2.30 p.m. — [266, 1491, 387, 1535]
mason-ad — [768, 2076, 879, 2231]
ad-place: QUEEN-STREET, MASTERTON. — [1022, 1691, 1089, 1709]
ad-place: MASTERTON — [797, 1105, 850, 1114]
ad-name: J. O. EASTWOOD — [272, 1577, 381, 1614]
article-lead: style. Now the unfortunate lunch disaster is foretelling in puzzles now, this one it is the common problem. — [141, 51, 248, 86]
article-subtitle: Seel on Trial. — [36, 1022, 112, 1033]
ad-sale: SPRING MATTRESSES A SPECIALTY. — [403, 2194, 502, 2231]
article-title: THE SLIP ON THE RIMUTAKA. — [22, 510, 126, 533]
ad-title: WAIRARAPA FARMERS' CO-OPERATIVE ASSOCIATION — [894, 536, 988, 585]
ad-role: FAMILY BUTCHER. — [414, 1912, 491, 1921]
article-source: [By Telegraph—Press Association.] — [33, 1450, 115, 1468]
ad-specialty: SPECIALITY: — [1030, 1323, 1081, 1332]
article-source: [By Telegraph—Press Association.] — [33, 536, 115, 554]
article-title: WELLINGTON SHOOTING AFFRAY. — [16, 996, 132, 1019]
ad-sub: UNRESERVED SALE. — [534, 1715, 618, 1724]
farmers-alliance-ad — [643, 650, 759, 905]
ad-title: Another Bankrupt Stock Sale. — [782, 1128, 865, 1173]
ad-body: mmn iiu nnm eeo rrt snn aei mnu oii tre mmn iiu nnm eeo rrt snn aei mnu oii tre mmn iiu nnm eeo rrt snn aei mnu oii tre mmn iiu nnm eeo rrt snn aei mnu oii tre mmn iiu nnm eeo rrt snn aei mnu oii tre mmn iiu nnm eeo rrt snn aei mnu oii tre mmn iiu nnm eeo rrt snn aei mnu oii tre mmn iiu nnm eeo rrt snn aei mnu oii tre mmn iiu nnm eeo rrt snn aei mnu oii tre mmn iiu nnm eeo rrt snn aei mnu oii tre mmn iiu nnm eeo rrt snn aei mnu oii tre mmn iiu nnm eeo rrt snn aei mnu oii tre — [266, 362, 387, 445]
ad-body: mmn iiu nnm eeo rrt snn aei mnu oii tre mmn iiu nnm eeo rrt snn aei mnu oii tre mmn iiu nnm eeo rrt snn aei mnu oii tre mmn iiu nnm eeo rrt snn aei mnu oii tre mmn iiu nnm eeo rrt snn aei mnu oii tre mmn iiu nnm eeo rrt snn aei mnu oii tre mmn iiu nnm eeo rrt snn aei mnu oii tre mmn iiu nnm eeo rrt snn aei mnu oii tre mmn iiu nnm eeo rrt snn aei mnu oii tre mmn iiu nnm eeo rrt snn aei mnu oii tre mmn iiu nnm eeo rrt snn aei mnu oii tre mmn iiu nnm eeo rrt snn aei mnu oii tre mmn iiu nnm eeo rrt snn aei mnu oii tre mmn iiu nnm eeo rrt snn aei mnu oii tre mmn iiu nnm eeo rrt snn aei mnu oii tre mmn iiu nnm eeo rrt snn aei mnu oii tre mmn iiu nnm eeo rrt snn aei mnu oii tre mmn iiu nnm eeo rrt snn aei mnu oii tre mmn iiu nnm eeo rrt snn aei mnu oii tre mmn iiu nnm eeo rrt snn aei mnu oii tre mmn iiu nnm eeo rrt snn aei mnu oii tre mmn iiu nnm eeo rrt snn aei mnu oii tre mmn iiu nnm eeo rrt snn aei mnu oii tre mmn iiu nnm eeo rrt snn aei mnu oii tre — [768, 1880, 879, 2068]
masthead — [12, 8, 1104, 44]
ad-role: LAND, ESTATE, STOCK, STATION AGENT AND VALUATOR. — [654, 928, 748, 955]
ad-text: HAS several desirable properties for sale in town or country. — [141, 1311, 246, 1337]
ad-body: mmn iiu nnm eeo rrt snn aei mnu oii tre mmn iiu nnm eeo rrt snn aei mnu oii tre mmn iiu nnm eeo rrt snn aei mnu oii tre mmn iiu nnm eeo rrt snn aei mnu oii tre mmn iiu nnm eeo rrt snn aei mnu oii tre mmn iiu nnm eeo rrt snn aei mnu oii tre mmn iiu nnm eeo rrt snn aei mnu oii tre mmn iiu nnm eeo rrt snn aei mnu oii tre mmn iiu nnm eeo rrt snn aei mnu oii tre mmn iiu nnm eeo rrt snn aei mnu oii tre mmn iiu nnm eeo rrt snn aei mnu oii tre mmn iiu nnm eeo rrt snn aei mnu oii tre mmn iiu nnm eeo rrt snn aei mnu oii tre mmn iiu nnm eeo rrt snn aei mnu oii tre mmn iiu nnm eeo rrt snn aei mnu oii tre mmn iiu nnm eeo rrt snn aei mnu oii tre mmn iiu nnm eeo rrt snn aei mnu oii tre mmn iiu nnm eeo rrt snn aei mnu oii tre mmn iiu nnm eeo rrt snn aei mnu oii tre mmn iiu nnm eeo rrt snn aei mnu oii tre mmn iiu nnm eeo rrt snn aei mnu oii tre mmn iiu nnm eeo rrt snn aei mnu oii tre mmn iiu nnm eeo rrt snn aei mnu oii tre mmn iiu nnm eeo rrt snn aei mnu oii tre — [145, 1049, 253, 1244]
article-body: mmn iiu nnm eeo rrt snn aei mnu oii tre mmn iiu nnm eeo rrt snn aei mnu oii tre mmn iiu nnm eeo rrt snn aei mnu oii tre mmn iiu nnm eeo rrt snn aei mnu oii tre mmn iiu nnm eeo rrt snn aei mnu oii tre mmn iiu nnm eeo rrt snn aei mnu oii tre mmn iiu nnm eeo rrt snn aei mnu oii tre mmn iiu nnm eeo rrt snn aei mnu oii tre mmn iiu nnm eeo rrt snn aei mnu oii tre mmn iiu nnm eeo rrt snn aei mnu oii tre mmn iiu nnm eeo rrt snn aei mnu oii tre mmn iiu nnm eeo rrt snn aei mnu oii tre mmn iiu nnm eeo rrt snn aei mnu oii tre mmn iiu nnm eeo rrt snn aei mnu oii tre mmn iiu nnm eeo rrt snn aei mnu oii tre mmn iiu nnm eeo rrt snn aei mnu oii tre mmn iiu nnm eeo rrt snn aei mnu oii tre mmn iiu nnm eeo rrt snn aei mnu oii tre mmn iiu nnm eeo rrt snn aei mnu oii tre mmn iiu nnm eeo rrt snn aei mnu oii tre mmn iiu nnm eeo rrt snn aei mnu oii tre mmn iiu nnm eeo rrt snn aei mnu oii tre mmn iiu nnm eeo rrt snn aei mnu oii tre mmn iiu nnm eeo rrt snn aei mnu oii tre — [16, 797, 132, 978]
ad-role: PROPRIETOR. — [795, 1815, 852, 1824]
ad-text: Owing to a heavy land slip having completely blocked the line, there will be no any traffic THIS DAY (Tuesday) between Featherston and Upper Hutt. — [266, 119, 387, 163]
ad-body: mmn iiu nnm eeo rrt snn aei mnu oii tre mmn iiu nnm eeo rrt snn aei mnu oii tre mmn iiu nnm eeo rrt snn aei mnu oii tre mmn iiu nnm eeo rrt snn aei mnu oii tre mmn iiu nnm eeo rrt snn aei mnu oii tre mmn iiu nnm eeo rrt snn aei mnu oii tre mmn iiu nnm eeo rrt snn aei mnu oii tre mmn iiu nnm eeo rrt snn aei mnu oii tre mmn iiu nnm eeo rrt snn aei mnu oii tre mmn iiu nnm eeo rrt snn aei mnu oii tre mmn iiu nnm eeo rrt snn aei mnu oii tre mmn iiu nnm eeo rrt snn aei mnu oii tre — [396, 1125, 509, 1222]
article-dateline: WELLINGTON, Tuesday. — [27, 742, 121, 751]
reaper-illustration — [145, 903, 235, 943]
price-row — [643, 1612, 759, 1621]
ad-tail: of the purchasers. — [164, 1039, 234, 1048]
column-1 — [12, 48, 137, 2195]
gayfer-ad — [141, 1253, 257, 1362]
ad-wholesale: WHOLESALE RATES. — [285, 447, 368, 472]
ad-sig: W. BAYLISS, Clerk. — [441, 1724, 509, 1732]
ad-name: WALTER PERRY, — [650, 371, 752, 384]
ad-brand: Galley Whisky. — [668, 323, 734, 359]
ad-title: I AM OPENING UP — [1018, 1106, 1093, 1115]
ad-title: FOR SALE OR TO LET — [272, 1219, 381, 1244]
christmas-presents-ad — [1003, 709, 1108, 1101]
article-title: THEATRE ROYAL. — [23, 1614, 125, 1625]
ad-text: IN connection with the above, having purchased Mr Perry's business. — [643, 525, 750, 551]
ad-trunks: 379—TRUNKS—379 — [888, 608, 994, 638]
ad-body: mmn iiu nnm eeo rrt snn aei mnu oii tre mmn iiu nnm eeo rrt snn aei mnu oii tre mmn iiu nnm eeo rrt snn aei mnu oii tre mmn iiu nnm eeo rrt snn aei mnu oii tre mmn iiu nnm eeo rrt snn aei mnu oii tre mmn iiu nnm eeo rrt snn aei mnu oii tre mmn iiu nnm eeo rrt snn aei mnu oii tre mmn iiu nnm eeo rrt snn aei mnu oii tre mmn iiu nnm eeo rrt snn aei mnu oii tre mmn iiu nnm eeo rrt snn aei mnu oii tre mmn iiu nnm eeo rrt snn aei mnu oii tre mmn iiu nnm eeo rrt snn aei mnu oii tre — [643, 406, 759, 496]
ad-role: ARCHITECT, — [799, 716, 848, 725]
ad-text: Masterton Rifle Volunteers are requested to parade at the Drill Shed on Thursday evening next, December 8th, at 7.30, for inspection. — [396, 958, 509, 1002]
ad-sub: (LIMITED.) — [919, 587, 963, 596]
ad-role: PHARMACEUTICAL CHEMIST, &c., MASTERTON — [784, 2099, 863, 2126]
ad-text: The Buckeye has beaten all competitors in Field Trials, and won First Award and Special Mention at Melbourne and Centennial Exhibitions, and the Gold Medal at the Tasmanian Exhibition. — [145, 948, 253, 1010]
ad-name: FRED. WRIGHT, — [907, 2129, 975, 2159]
ad-title: KURIPUNI BUTCHERY. — [398, 1746, 507, 1783]
royal-crest-icon — [438, 1034, 468, 1056]
ad-role: PHOTOGRAPHER, — [643, 1566, 777, 1581]
kuripuni-ad — [396, 1740, 509, 1929]
ad-name-2: MR CHARLES HUGHES, — [657, 498, 745, 523]
ad-text: SEVEN Acre Land, at Upper Plain, on Borough boundary, with dwelling and all necessary out-buildings. — [266, 1260, 385, 1295]
ad-baskets: BASKETS — [291, 335, 362, 350]
article-theatre — [16, 1609, 132, 2201]
ad-text: PUBLIC TENDERS will be received on THURSDAY, December 8th, at the County Office, Masterton. — [396, 1262, 500, 1297]
ad-body: mmn iiu nnm eeo rrt snn aei mnu oii tre mmn iiu nnm eeo rrt snn aei mnu oii tre mmn iiu nnm eeo rrt snn aei mnu oii tre mmn iiu nnm eeo rrt snn aei mnu oii tre mmn iiu nnm eeo rrt snn aei mnu oii tre mmn iiu nnm eeo rrt snn aei mnu oii tre mmn iiu nnm eeo rrt snn aei mnu oii tre mmn iiu nnm eeo rrt snn aei mnu oii tre mmn iiu nnm eeo rrt snn aei mnu oii tre mmn iiu nnm eeo rrt snn aei mnu oii tre mmn iiu nnm eeo rrt snn aei mnu oii tre mmn iiu nnm eeo rrt snn aei mnu oii tre mmn iiu nnm eeo rrt snn aei mnu oii tre mmn iiu nnm eeo rrt snn aei mnu oii tre mmn iiu nnm eeo rrt snn aei mnu oii tre mmn iiu nnm eeo rrt snn aei mnu oii tre mmn iiu nnm eeo rrt snn aei mnu oii tre mmn iiu nnm eeo rrt snn aei mnu oii tre mmn iiu nnm eeo rrt snn aei mnu oii tre mmn iiu nnm eeo rrt snn aei mnu oii tre mmn iiu nnm eeo rrt snn aei mnu oii tre mmn iiu nnm eeo rrt snn aei mnu oii tre mmn iiu nnm eeo rrt snn aei mnu oii tre mmn iiu nnm eeo rrt snn aei mnu oii tre mmn iiu nnm eeo rrt snn aei mnu oii tre mmn iiu nnm eeo rrt snn aei mnu oii tre mmn iiu nnm eeo rrt snn aei mnu oii tre mmn iiu nnm eeo rrt snn aei mnu oii tre mmn iiu nnm eeo rrt snn aei mnu oii tre mmn iiu nnm eeo rrt snn aei mnu oii tre mmn iiu nnm eeo rrt snn aei mnu oii tre mmn iiu nnm eeo rrt snn aei mnu oii tre mmn iiu nnm eeo rrt snn aei mnu oii tre mmn iiu nnm eeo rrt snn aei mnu oii tre mmn iiu nnm eeo rrt snn aei mnu oii tre mmn iiu nnm eeo rrt snn aei mnu oii tre mmn iiu nnm eeo rrt snn aei mnu oii tre mmn iiu nnm eeo rrt snn aei mnu oii tre mmn iiu nnm eeo rrt snn aei mnu oii tre mmn iiu nnm eeo rrt snn aei mnu oii tre mmn iiu nnm eeo rrt snn aei mnu oii tre mmn iiu nnm eeo rrt snn aei mnu oii tre mmn iiu nnm eeo rrt snn aei mnu oii tre mmn iiu nnm eeo rrt snn aei mnu oii tre mmn iiu nnm eeo rrt snn aei mnu oii tre mmn iiu nnm eeo rrt snn aei mnu oii tre mmn iiu nnm eeo rrt snn aei mnu oii tre mmn iiu nnm eeo rrt snn aei mnu oii tre mmn iiu nnm eeo rrt snn aei mnu oii tre mmn iiu nnm eeo rrt snn aei mnu oii tre mmn iiu nnm eeo rrt snn aei mnu oii tre mmn iiu nnm eeo rrt snn aei mnu oii tre mmn iiu nnm eeo rrt snn aei mnu oii tre mmn iiu nnm eeo rrt snn aei mnu oii tre mmn iiu nnm eeo rrt snn aei mnu oii tre mmn iiu nnm eeo rrt snn aei mnu oii tre mmn iiu nnm eeo rrt snn aei mnu oii tre mmn iiu nnm eeo rrt snn aei mnu oii tre mmn iiu nnm eeo rrt snn aei mnu oii tre mmn iiu nnm eeo rrt snn aei mnu oii tre mmn iiu nnm eeo rrt snn aei mnu oii tre mmn iiu nnm eeo rrt snn aei mnu oii tre mmn iiu nnm eeo rrt snn aei mnu oii tre mmn iiu nnm eeo rrt snn aei mnu oii tre mmn iiu nnm eeo rrt snn aei mnu oii tre mmn iiu nnm eeo rrt snn aei mnu oii tre — [518, 1725, 634, 2221]
ad-text: TENDERS are invited for the supply of BUTTER, from the 1st January to 31st December, 1893. — [396, 1089, 504, 1124]
carpenter-ad — [1003, 1101, 1108, 1401]
ad-event: EXTRAORDINARY ENGAGEMENT. — [788, 87, 859, 105]
ad-title: KETAHUNA ROAD BOARD. — [407, 1472, 498, 1497]
ad-body: mmn iiu nnm eeo rrt snn aei mnu oii tre mmn iiu nnm eeo rrt snn aei mnu oii tre mmn iiu nnm eeo rrt snn aei mnu oii tre mmn iiu nnm eeo rrt snn aei mnu oii tre mmn iiu nnm eeo rrt snn aei mnu oii tre mmn iiu nnm eeo rrt snn aei mnu oii tre mmn iiu nnm eeo rrt snn aei mnu oii tre mmn iiu nnm eeo rrt snn aei mnu oii tre mmn iiu nnm eeo rrt snn aei mnu oii tre mmn iiu nnm eeo rrt snn aei mnu oii tre mmn iiu nnm eeo rrt snn aei mnu oii tre mmn iiu nnm eeo rrt snn aei mnu oii tre mmn iiu nnm eeo rrt snn aei mnu oii tre mmn iiu nnm eeo rrt snn aei mnu oii tre mmn iiu nnm eeo rrt snn aei mnu oii tre mmn iiu nnm eeo rrt snn aei mnu oii tre mmn iiu nnm eeo rrt snn aei mnu oii tre mmn iiu nnm eeo rrt snn aei mnu oii tre mmn iiu nnm eeo rrt snn aei mnu oii tre mmn iiu nnm eeo rrt snn aei mnu oii tre mmn iiu nnm eeo rrt snn aei mnu oii tre mmn iiu nnm eeo rrt snn aei mnu oii tre mmn iiu nnm eeo rrt snn aei mnu oii tre mmn iiu nnm eeo rrt snn aei mnu oii tre mmn iiu nnm eeo rrt snn aei mnu oii tre mmn iiu nnm eeo rrt snn aei mnu oii tre mmn iiu nnm eeo rrt snn aei mnu oii tre mmn iiu nnm eeo rrt snn aei mnu oii tre mmn iiu nnm eeo rrt snn aei mnu oii tre mmn iiu nnm eeo rrt snn aei mnu oii tre mmn iiu nnm eeo rrt snn aei mnu oii tre mmn iiu nnm eeo rrt snn aei mnu oii tre mmn iiu nnm eeo rrt snn aei mnu oii tre mmn iiu nnm eeo rrt snn aei mnu oii tre mmn iiu nnm eeo rrt snn aei mnu oii tre mmn iiu nnm eeo rrt snn aei mnu oii tre mmn iiu nnm eeo rrt snn aei mnu oii tre mmn iiu nnm eeo rrt snn aei mnu oii tre mmn iiu nnm eeo rrt snn aei mnu oii tre mmn iiu nnm eeo rrt snn aei mnu oii tre mmn iiu nnm eeo rrt snn aei mnu oii tre mmn iiu nnm eeo rrt snn aei mnu oii tre mmn iiu nnm eeo rrt snn aei mnu oii tre mmn iiu nnm eeo rrt snn aei mnu oii tre mmn iiu nnm eeo rrt snn aei mnu oii tre mmn iiu nnm eeo rrt snn aei mnu oii tre mmn iiu nnm eeo rrt snn aei mnu oii tre mmn iiu nnm eeo rrt snn aei mnu oii tre mmn iiu nnm eeo rrt snn aei mnu oii tre mmn iiu nnm eeo rrt snn aei mnu oii tre mmn iiu nnm eeo rrt snn aei mnu oii tre mmn iiu nnm eeo rrt snn aei mnu oii tre mmn iiu nnm eeo rrt snn aei mnu oii tre mmn iiu nnm eeo rrt snn aei mnu oii tre mmn iiu nnm eeo rrt snn aei mnu oii tre mmn iiu nnm eeo rrt snn aei mnu oii tre mmn iiu nnm eeo rrt snn aei mnu oii tre mmn iiu nnm eeo rrt snn aei mnu oii tre mmn iiu nnm eeo rrt snn aei mnu oii tre mmn iiu nnm eeo rrt snn aei mnu oii tre mmn iiu nnm eeo rrt snn aei mnu oii tre mmn iiu nnm eeo rrt snn aei mnu oii tre mmn iiu nnm eeo rrt snn aei mnu oii tre mmn iiu nnm eeo rrt snn aei mnu oii tre mmn iiu nnm eeo rrt snn aei mnu oii tre mmn iiu nnm eeo rrt snn aei mnu oii tre — [768, 153, 879, 670]
ad-text: HAVE a splendid stock of assorted Furniture on hand. — [396, 1986, 496, 2003]
ad-sub: WELLINGTON SECTION. — [277, 109, 376, 118]
article-source: (Australian Truth.) — [38, 105, 110, 114]
ad-body: mmn iiu nnm eeo rrt snn aei mnu oii tre mmn iiu nnm eeo rrt snn aei mnu oii tre mmn iiu nnm eeo rrt snn aei mnu oii tre mmn iiu nnm eeo rrt snn aei mnu oii tre mmn iiu nnm eeo rrt snn aei mnu oii tre mmn iiu nnm eeo rrt snn aei mnu oii tre mmn iiu nnm eeo rrt snn aei mnu oii tre mmn iiu nnm eeo rrt snn aei mnu oii tre mmn iiu nnm eeo rrt snn aei mnu oii tre mmn iiu nnm eeo rrt snn aei mnu oii tre mmn iiu nnm eeo rrt snn aei mnu oii tre mmn iiu nnm eeo rrt snn aei mnu oii tre mmn iiu nnm eeo rrt snn aei mnu oii tre mmn iiu nnm eeo rrt snn aei mnu oii tre mmn iiu nnm eeo rrt snn aei mnu oii tre mmn iiu nnm eeo rrt snn aei mnu oii tre mmn iiu nnm eeo rrt snn aei mnu oii tre mmn iiu nnm eeo rrt snn aei mnu oii tre mmn iiu nnm eeo rrt snn aei mnu oii tre mmn iiu nnm eeo rrt snn aei mnu oii tre mmn iiu nnm eeo rrt snn aei mnu oii tre mmn iiu nnm eeo rrt snn aei mnu oii tre mmn iiu nnm eeo rrt snn aei mnu oii tre mmn iiu nnm eeo rrt snn aei mnu oii tre — [768, 882, 879, 1070]
ad-place: QUEEN STREET, MASTERTON. — [668, 1182, 734, 1200]
article-lead: Now that the Melbourne Cup has been won and lost—particularly lost—we may look out for the usual batch of mysterious disappearances which invariably occur about this season of the year. — [16, 115, 124, 177]
muir-ad — [888, 1467, 994, 1868]
ad-lead: OPAL Bromide, Paper and Silver Print Enlargements. — [768, 864, 863, 881]
ad-place: QUEEN-STREET, MASTERTON. — [908, 1288, 974, 1306]
ad-title: MASTERTON AUCTION ROOMS. — [518, 1688, 634, 1713]
ad-act: DIRECT FROM AMERICA, — [772, 125, 874, 134]
rifle-volunteers-ad — [396, 885, 509, 1028]
article-subtitle: Mrs Muller's Concert. — [38, 1628, 110, 1651]
royal-crest-icon — [438, 891, 468, 913]
ad-firm: R. HANNAH AND CO. — [896, 672, 986, 702]
private-sale-ad — [518, 868, 634, 1116]
money-ad — [888, 48, 994, 123]
price-value: 5s — [750, 1612, 759, 1620]
ad-body: mmn iiu nnm eeo rrt snn aei mnu oii tre mmn iiu nnm eeo rrt snn aei mnu oii tre mmn iiu nnm eeo rrt snn aei mnu oii tre mmn iiu nnm eeo rrt snn aei mnu oii tre mmn iiu nnm eeo rrt snn aei mnu oii tre mmn iiu nnm eeo rrt snn aei mnu oii tre mmn iiu nnm eeo rrt snn aei mnu oii tre mmn iiu nnm eeo rrt snn aei mnu oii tre mmn iiu nnm eeo rrt snn aei mnu oii tre mmn iiu nnm eeo rrt snn aei mnu oii tre mmn iiu nnm eeo rrt snn aei mnu oii tre mmn iiu nnm eeo rrt snn aei mnu oii tre mmn iiu nnm eeo rrt snn aei mnu oii tre mmn iiu nnm eeo rrt snn aei mnu oii tre mmn iiu nnm eeo rrt snn aei mnu oii tre mmn iiu nnm eeo rrt snn aei mnu oii tre mmn iiu nnm eeo rrt snn aei mnu oii tre mmn iiu nnm eeo rrt snn aei mnu oii tre mmn iiu nnm eeo rrt snn aei mnu oii tre mmn iiu nnm eeo rrt snn aei mnu oii tre mmn iiu nnm eeo rrt snn aei mnu oii tre mmn iiu nnm eeo rrt snn aei mnu oii tre mmn iiu nnm eeo rrt snn aei mnu oii tre mmn iiu nnm eeo rrt snn aei mnu oii tre mmn iiu nnm eeo rrt snn aei mnu oii tre mmn iiu nnm eeo rrt snn aei mnu oii tre mmn iiu nnm eeo rrt snn aei mnu oii tre mmn iiu nnm eeo rrt snn aei mnu oii tre mmn iiu nnm eeo rrt snn aei mnu oii tre mmn iiu nnm eeo rrt snn aei mnu oii tre mmn iiu nnm eeo rrt snn aei mnu oii tre mmn iiu nnm eeo rrt snn aei mnu oii tre mmn iiu nnm eeo rrt snn aei mnu oii tre mmn iiu nnm eeo rrt snn aei mnu oii tre mmn iiu nnm eeo rrt snn aei mnu oii tre mmn iiu nnm eeo rrt snn aei mnu oii tre mmn iiu nnm eeo rrt snn aei mnu oii tre mmn iiu nnm eeo rrt snn aei mnu oii tre mmn iiu nnm eeo rrt snn aei mnu oii tre mmn iiu nnm eeo rrt snn aei mnu oii tre mmn iiu nnm eeo rrt snn aei mnu oii tre mmn iiu nnm eeo rrt snn aei mnu oii tre — [518, 135, 634, 449]
ad-title: MASTERTON RIFLE VOLUNTEERS. — [407, 919, 498, 956]
ad-text: WISHES to inform the Residents of Masterton and the District that he will open his BUTCHERING ESTABLISHMENT. — [643, 85, 755, 129]
ad-body: mmn iiu nnm eeo rrt snn aei mnu oii tre mmn iiu nnm eeo rrt snn aei mnu oii tre mmn iiu nnm eeo rrt snn aei mnu oii tre mmn iiu nnm eeo rrt snn aei mnu oii tre mmn iiu nnm eeo rrt snn aei mnu oii tre mmn iiu nnm eeo rrt snn aei mnu oii tre mmn iiu nnm eeo rrt snn aei mnu oii tre mmn iiu nnm eeo rrt snn aei mnu oii tre mmn iiu nnm eeo rrt snn aei mnu oii tre mmn iiu nnm eeo rrt snn aei mnu oii tre mmn iiu nnm eeo rrt snn aei mnu oii tre mmn iiu nnm eeo rrt snn aei mnu oii tre mmn iiu nnm eeo rrt snn aei mnu oii tre mmn iiu nnm eeo rrt snn aei mnu oii tre mmn iiu nnm eeo rrt snn aei mnu oii tre mmn iiu nnm eeo rrt snn aei mnu oii tre mmn iiu nnm eeo rrt snn aei mnu oii tre mmn iiu nnm eeo rrt snn aei mnu oii tre mmn iiu nnm eeo rrt snn aei mnu oii tre mmn iiu nnm eeo rrt snn aei mnu oii tre mmn iiu nnm eeo rrt snn aei mnu oii tre mmn iiu nnm eeo rrt snn aei mnu oii tre mmn iiu nnm eeo rrt snn aei mnu oii tre mmn iiu nnm eeo rrt snn aei mnu oii tre — [888, 1931, 994, 2126]
article-court — [16, 704, 132, 984]
ad-name: C. H. GAYFER, — [154, 1258, 244, 1271]
ad-sig: Traffic Agent's Office, Wellington, 5th December, 1892. — [275, 175, 378, 202]
ad-date: WEDNESDAY, DECEMBER 7th — [771, 106, 876, 124]
ad-body: mmn iiu nnm eeo rrt snn aei mnu oii tre mmn iiu nnm eeo rrt snn aei mnu oii tre mmn iiu nnm eeo rrt snn aei mnu oii tre mmn iiu nnm eeo rrt snn aei mnu oii tre mmn iiu nnm eeo rrt snn aei mnu oii tre mmn iiu nnm eeo rrt snn aei mnu oii tre mmn iiu nnm eeo rrt snn aei mnu oii tre mmn iiu nnm eeo rrt snn aei mnu oii tre mmn iiu nnm eeo rrt snn aei mnu oii tre mmn iiu nnm eeo rrt snn aei mnu oii tre mmn iiu nnm eeo rrt snn aei mnu oii tre mmn iiu nnm eeo rrt snn aei mnu oii tre mmn iiu nnm eeo rrt snn aei mnu oii tre mmn iiu nnm eeo rrt snn aei mnu oii tre mmn iiu nnm eeo rrt snn aei mnu oii tre mmn iiu nnm eeo rrt snn aei mnu oii tre mmn iiu nnm eeo rrt snn aei mnu oii tre mmn iiu nnm eeo rrt snn aei mnu oii tre mmn iiu nnm eeo rrt snn aei mnu oii tre mmn iiu nnm eeo rrt snn aei mnu oii tre mmn iiu nnm eeo rrt snn aei mnu oii tre mmn iiu nnm eeo rrt snn aei mnu oii tre mmn iiu nnm eeo rrt snn aei mnu oii tre mmn iiu nnm eeo rrt snn aei mnu oii tre mmn iiu nnm eeo rrt snn aei mnu oii tre mmn iiu nnm eeo rrt snn aei mnu oii tre mmn iiu nnm eeo rrt snn aei mnu oii tre mmn iiu nnm eeo rrt snn aei mnu oii tre mmn iiu nnm eeo rrt snn aei mnu oii tre mmn iiu nnm eeo rrt snn aei mnu oii tre mmn iiu nnm eeo rrt snn aei mnu oii tre mmn iiu nnm eeo rrt snn aei mnu oii tre mmn iiu nnm eeo rrt snn aei mnu oii tre mmn iiu nnm eeo rrt snn aei mnu oii tre mmn iiu nnm eeo rrt snn aei mnu oii tre mmn iiu nnm eeo rrt snn aei mnu oii tre mmn iiu nnm eeo rrt snn aei mnu oii tre mmn iiu nnm eeo rrt snn aei mnu oii tre mmn iiu nnm eeo rrt snn aei mnu oii tre mmn iiu nnm eeo rrt snn aei mnu oii tre mmn iiu nnm eeo rrt snn aei mnu oii tre mmn iiu nnm eeo rrt snn aei mnu oii tre — [888, 1518, 994, 1860]
ad-subtitle: ALWAYS AHEAD. — [147, 886, 251, 899]
ad-foot: Money to lend in any sums on freehold security. — [141, 1338, 248, 1355]
article-lead: The jury found a verdict of Not Guilty against Seel after an hour's deliberation. — [16, 1479, 126, 1505]
ad-body: mmn iiu nnm eeo rrt snn aei mnu oii tre mmn iiu nnm eeo rrt snn aei mnu oii tre mmn iiu nnm eeo rrt snn aei mnu oii tre mmn iiu nnm eeo rrt snn aei mnu oii tre mmn iiu nnm eeo rrt snn aei mnu oii tre mmn iiu nnm eeo rrt snn aei mnu oii tre mmn iiu nnm eeo rrt snn aei mnu oii tre mmn iiu nnm eeo rrt snn aei mnu oii tre mmn iiu nnm eeo rrt snn aei mnu oii tre mmn iiu nnm eeo rrt snn aei mnu oii tre mmn iiu nnm eeo rrt snn aei mnu oii tre mmn iiu nnm eeo rrt snn aei mnu oii tre mmn iiu nnm eeo rrt snn aei mnu oii tre mmn iiu nnm eeo rrt snn aei mnu oii tre mmn iiu nnm eeo rrt snn aei mnu oii tre mmn iiu nnm eeo rrt snn aei mnu oii tre mmn iiu nnm eeo rrt snn aei mnu oii tre mmn iiu nnm eeo rrt snn aei mnu oii tre mmn iiu nnm eeo rrt snn aei mnu oii tre mmn iiu nnm eeo rrt snn aei mnu oii tre mmn iiu nnm eeo rrt snn aei mnu oii tre mmn iiu nnm eeo rrt snn aei mnu oii tre mmn iiu nnm eeo rrt snn aei mnu oii tre mmn iiu nnm eeo rrt snn aei mnu oii tre — [518, 927, 634, 1108]
ad-look: Don't Forget — [302, 493, 351, 502]
county-tenders-ad — [396, 1230, 509, 1467]
ad-body: mmn iiu nnm eeo rrt snn aei mnu oii tre mmn iiu nnm eeo rrt snn aei mnu oii tre mmn iiu nnm eeo rrt snn aei mnu oii tre mmn iiu nnm eeo rrt snn aei mnu oii tre mmn iiu nnm eeo rrt snn aei mnu oii tre mmn iiu nnm eeo rrt snn aei mnu oii tre mmn iiu nnm eeo rrt snn aei mnu oii tre mmn iiu nnm eeo rrt snn aei mnu oii tre mmn iiu nnm eeo rrt snn aei mnu oii tre mmn iiu nnm eeo rrt snn aei mnu oii tre mmn iiu nnm eeo rrt snn aei mnu oii tre mmn iiu nnm eeo rrt snn aei mnu oii tre — [888, 1362, 994, 1459]
ad-title: NOTICE. — [674, 53, 728, 66]
ad-title: BUCKEYE — [148, 864, 250, 885]
ad-body: mmn iiu nnm eeo rrt snn aei mnu oii tre mmn iiu nnm eeo rrt snn aei mnu oii tre mmn iiu nnm eeo rrt snn aei mnu oii tre mmn iiu nnm eeo rrt snn aei mnu oii tre mmn iiu nnm eeo rrt snn aei mnu oii tre mmn iiu nnm eeo rrt snn aei mnu oii tre mmn iiu nnm eeo rrt snn aei mnu oii tre mmn iiu nnm eeo rrt snn aei mnu oii tre mmn iiu nnm eeo rrt snn aei mnu oii tre mmn iiu nnm eeo rrt snn aei mnu oii tre mmn iiu nnm eeo rrt snn aei mnu oii tre mmn iiu nnm eeo rrt snn aei mnu oii tre — [396, 2233, 509, 2330]
article-source: [By Telegraph—Press Association.] — [33, 1036, 115, 1054]
tenders-ad — [266, 1214, 387, 1471]
ad-title: THE UNITED FARMERS' ALLIANCE LIMITED. — [660, 655, 742, 704]
article-lead: During one of the very severe storms that Cook Island has been afflicted with lately, we noticed some very curious creatures floating on the water. — [396, 51, 509, 95]
ad-body: mmn iiu nnm eeo rrt snn aei mnu oii tre mmn iiu nnm eeo rrt snn aei mnu oii tre mmn iiu nnm eeo rrt snn aei mnu oii tre mmn iiu nnm eeo rrt snn aei mnu oii tre mmn iiu nnm eeo rrt snn aei mnu oii tre mmn iiu nnm eeo rrt snn aei mnu oii tre mmn iiu nnm eeo rrt snn aei mnu oii tre mmn iiu nnm eeo rrt snn aei mnu oii tre mmn iiu nnm eeo rrt snn aei mnu oii tre mmn iiu nnm eeo rrt snn aei mnu oii tre mmn iiu nnm eeo rrt snn aei mnu oii tre mmn iiu nnm eeo rrt snn aei mnu oii tre — [396, 1786, 509, 1883]
